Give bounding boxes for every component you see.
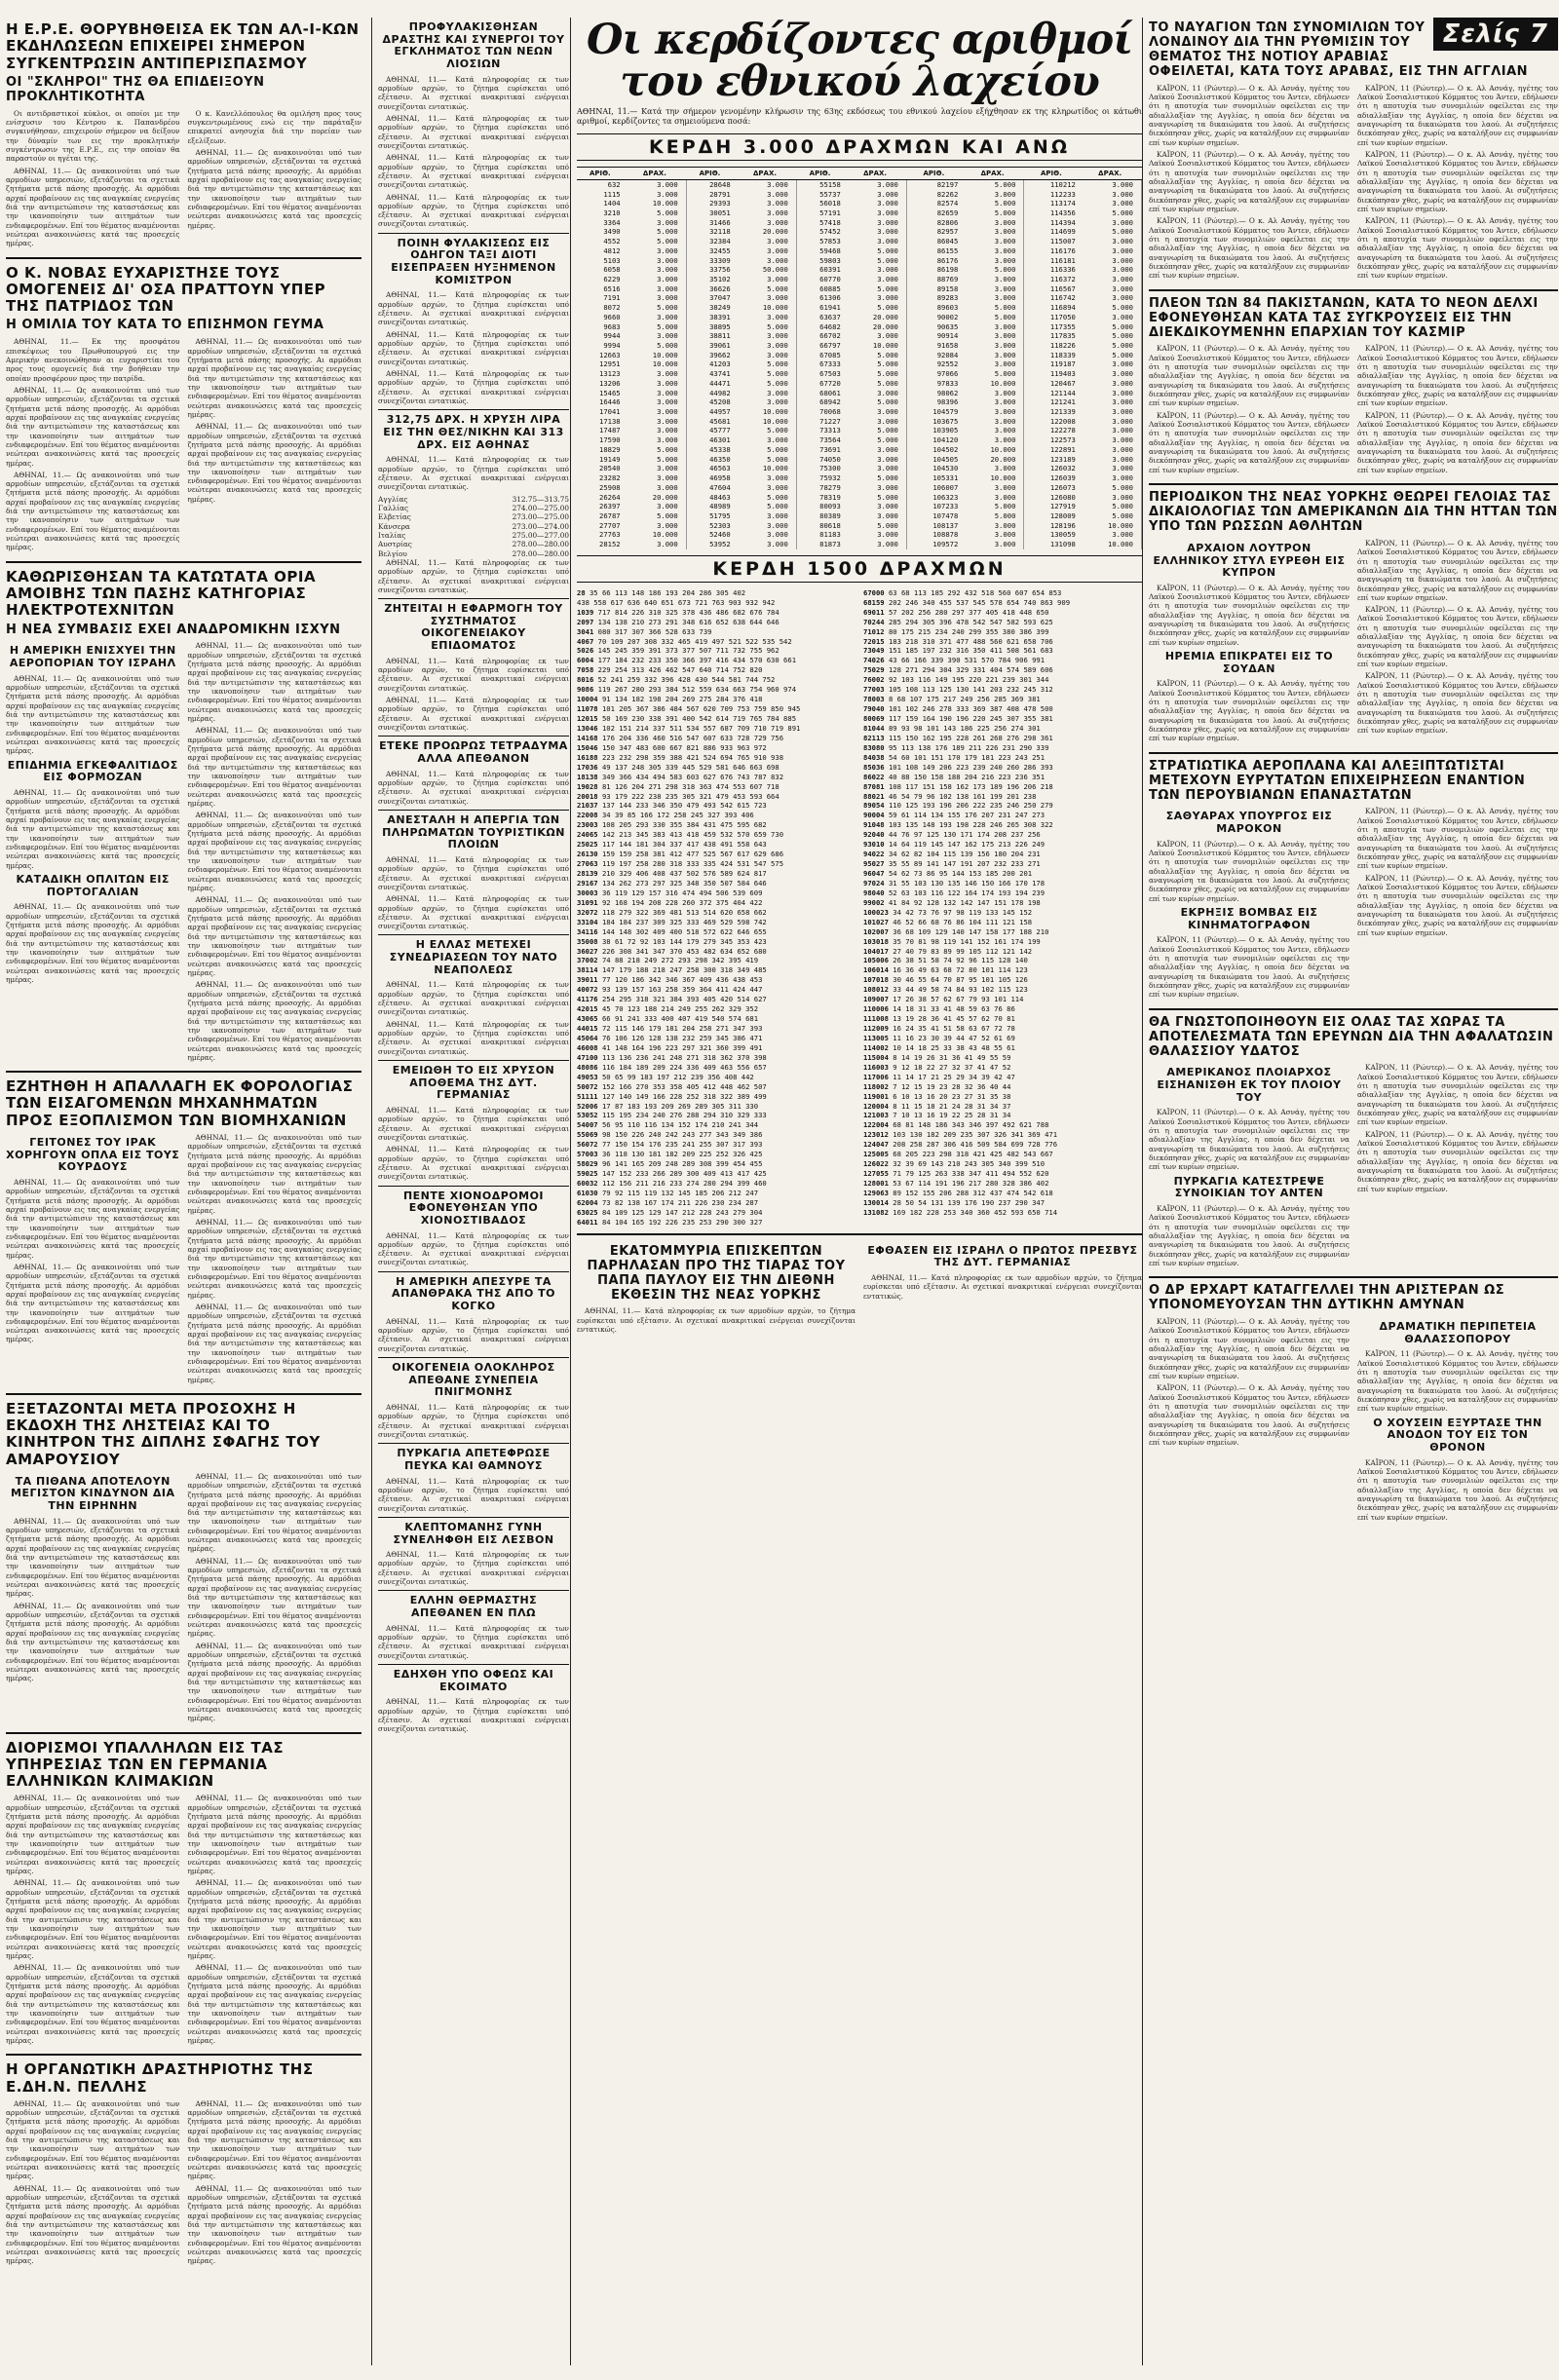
list-item: 119001 6 10 13 16 20 23 27 31 35 38 (863, 1091, 1011, 1101)
list-item: 14168 176 204 336 460 516 547 607 633 728 729 756 (577, 733, 784, 742)
headline-family-suffocation: ΟΙΚΟΓΕΝΕΙΑ ΟΛΟΚΛΗΡΟΣ ΑΠΕΘΑΝΕ ΣΥΝΕΠΕΙΑ ΠΝΙΓΜΟΝΗΣ (392, 1361, 555, 1399)
list-item: 89054 110 125 193 196 206 222 235 246 250 279 (863, 801, 1053, 811)
grid-1500-left (577, 588, 856, 1228)
list-item: 67000 63 68 113 185 292 432 518 560 607 654 853 (863, 587, 1062, 597)
headline-congo: Η ΑΜΕΡΙΚΗ ΑΠΕΣΥΡΕ ΤΑ ΑΠΑΝΘΡΑΚΑ ΤΗΣ ΑΠΟ ΤΟ ΚΟΓΚΟ (391, 1274, 556, 1313)
list-item: 129063 89 152 155 206 288 312 437 474 542 618 (863, 1188, 1053, 1197)
headline-sailor: ΔΡΑΜΑΤΙΚΗ ΠΕΡΙΠΕΤΕΙΑ ΘΑΛΑΣΣΟΠΟΡΟΥ (1379, 1320, 1537, 1345)
article-novas: ΑΘΗΝΑΙ, 11.— Εκ της προσφάτου επισκέψεως του Πρωθυπουργού εις την Αμερικήν ανεκοινώθησαν αι ευχαριστίαι του προς τους ομογενείς διά την βοήθειαν την οποίαν προσφέρουν προς την πατρίδα. ΑΘΗΝΑΙ, 11.— Ως ανακοινούται υπό των αρμοδίων υπηρεσιών, εξετάζονται τα σχετικά ζητήματα μετά πάσης προσοχής. Αι αρμόδιαι αρχαί προβαίνουν εις τας αναγκαίας ενεργείας διά την αντιμετώπισιν της καταστάσεως και την ικανοποίησιν των αιτημάτων των ενδιαφερομένων. Επί του θέματος αναμένονται νεώτεραι ανακοινώσεις κατά τας προσεχείς ημέρας. ΑΘΗΝΑΙ, 11.— Ως ανακοινούται υπό των αρμοδίων υπηρεσιών, εξετάζονται τα σχετικά ζητήματα μετά πάσης προσοχής. Αι αρμόδιαι αρχαί προβαίνουν εις τας αναγκαίας ενεργείας διά την αντιμετώπισιν της καταστάσεως και την ικανοποίησιν των αιτημάτων των ενδιαφερομένων. Επί του θέματος αναμένονται νεώτεραι ανακοινώσεις κατά τας προσεχείς ημέρας. ΑΘΗΝΑΙ, 11.— Ως ανακοινούται υπό των αρμοδίων υπηρεσιών, εξετάζονται τα σχετικά ζητήματα μετά πάσης προσοχής. Αι αρμόδιαι αρχαί προβαίνουν εις τας αναγκαίας ενεργείας διά την αντιμετώπισιν της καταστάσεως και την ικανοποίησιν των αιτημάτων των ενδιαφερομένων. Επί του θέματος αναμένονται νεώτεραι ανακοινώσεις κατά τας προσεχείς ημέρας. ΑΘΗΝΑΙ, 11.— Ως ανακοινούται υπό των αρμοδίων υπηρεσιών, εξετάζονται τα σχετικά ζητήματα μετά πάσης προσοχής. Αι αρμόδιαι αρχαί προβαίνουν εις τας αναγκαίας ενεργείας διά την αντιμετώπισιν της καταστάσεως και την ικανοποίησιν των αιτημάτων των ενδιαφερομένων. Επί του θέματος αναμένονται νεώτεραι ανακοινώσεις κατά τας προσεχείς ημέρας. (6, 337, 361, 552)
headline-gold-sovereign: 312,75 ΔΡΧ. Η ΧΡΥΣΗ ΛΙΡΑ ΕΙΣ ΤΗΝ ΘΕΣ/ΝΙΚΗΝ ΚΑΙ 313 ΔΡΧ. ΕΙΣ ΑΘΗΝΑΣ (383, 413, 564, 451)
list-item: 16188 223 232 298 359 388 421 524 694 765 910 938 (577, 752, 784, 762)
divider (378, 934, 569, 935)
divider (1149, 752, 1558, 754)
list-item: 32072 118 279 322 369 481 513 514 620 658 662 (577, 907, 767, 917)
divider (6, 1071, 361, 1073)
list-item: 62004 73 82 138 167 174 211 226 230 234 287 (577, 1197, 759, 1207)
list-item: 42015 45 70 123 188 214 249 255 262 329 352 (577, 1004, 759, 1014)
divider (378, 409, 569, 410)
list-item: 105006 26 38 51 58 74 92 96 115 128 140 (863, 956, 1028, 965)
table-row: 17590 3.000 46301 3.000 73564 5.000 104120 3.000 122573 3.000 (577, 435, 1142, 445)
list-item: 29167 134 262 273 297 325 348 350 507 584 646 (577, 878, 767, 888)
divider (6, 561, 361, 563)
divider (378, 1271, 569, 1272)
list-item: 56072 77 150 154 176 235 241 255 307 317 393 (577, 1140, 763, 1150)
article-desalination: ΑΜΕΡΙΚΑΝΟΣ ΠΛΟΙΑΡΧΟΣ ΕΙΣΗΑΝΙΣΘΗ ΕΚ ΤΟΥ ΠΛΟΙΟΥ ΤΟΥ ΚΑΪΡΟΝ, 11 (Ρώυτερ).— Ο κ. Αλ Ασνάγ, ηγέτης του Λαϊκού Σοσιαλιστικού Κόμματος του Άντεν, εδήλωσεν ότι η αποτυχία των συνομιλιών οφείλεται εις την αδιαλλαξίαν της Αγγλίας, η οποία δεν δέχεται να αναγνωρίση τα δικαιώματα του λαού. Αι συζητήσεις διεκόπησαν χθες, χωρίς να καταλήξουν εις συμφωνίαν επί των κυρίων σημείων. ΠΥΡΚΑΓΙΑ ΚΑΤΕΣΤΡΕΨΕ ΣΥΝΟΙΚΙΑΝ ΤΟΥ ΑΝΤΕΝ ΚΑΪΡΟΝ, 11 (Ρώυτερ).— Ο κ. Αλ Ασνάγ, ηγέτης του Λαϊκού Σοσιαλιστικού Κόμματος του Άντεν, εδήλωσεν ότι η αποτυχία των συνομιλιών οφείλεται εις την αδιαλλαξίαν της Αγγλίας, η οποία δεν δέχεται να αναγνωρίση τα δικαιώματα του λαού. Αι συζητήσεις διεκόπησαν χθες, χωρίς να καταλήξουν εις συμφωνίαν επί των κυρίων σημείων. ΚΑΪΡΟΝ, 11 (Ρώυτερ).— Ο κ. Αλ Ασνάγ, ηγέτης του Λαϊκού Σοσιαλιστικού Κόμματος του Άντεν, εδήλωσεν ότι η αποτυχία των συνομιλιών οφείλεται εις την αδιαλλαξίαν της Αγγλίας, η οποία δεν δέχεται να αναγνωρίση τα δικαιώματα του λαού. Αι συζητήσεις διεκόπησαν χθες, χωρίς να καταλήξουν εις συμφωνίαν επί των κυρίων σημείων. ΚΑΪΡΟΝ, 11 (Ρώυτερ).— Ο κ. Αλ Ασνάγ, ηγέτης του Λαϊκού Σοσιαλιστικού Κόμματος του Άντεν, εδήλωσεν ότι η αποτυχία των συνομιλιών οφείλεται εις την αδιαλλαξίαν της Αγγλίας, η οποία δεν δέχεται να αναγνωρίση τα δικαιώματα του λαού. Αι συζητήσεις διεκόπησαν χθες, χωρίς να καταλήξουν εις συμφωνίαν επί των κυρίων σημείων. (1149, 1063, 1558, 1267)
list-item: 87081 108 117 151 158 162 173 189 196 206 218 (863, 781, 1053, 791)
headline-family-allowance: ΖΗΤΕΙΤΑΙ Η ΕΦΑΡΜΟΓΗ ΤΟΥ ΣΥΣΤΗΜΑΤΟΣ ΟΙΚΟΓΕΝΕΙΑΚΟΥ ΕΠΙΔΟΜΑΤΟΣ (384, 602, 563, 653)
headline-germany-appointments: ΔΙΟΡΙΣΜΟΙ ΥΠΑΛΛΗΛΩΝ ΕΙΣ ΤΑΣ ΥΠΗΡΕΣΙΑΣ ΤΩΝ ΕΝ ΓΕΡΜΑΝΙΑ ΕΛΛΗΝΙΚΩΝ ΚΛΙΜΑΚΙΩΝ (6, 1738, 285, 1791)
list-item: 78003 8 68 107 175 217 249 256 285 369 381 (863, 695, 1041, 704)
headline-nato-naples: Η ΕΛΛΑΣ ΜΕΤΕΧΕΙ ΣΥΝΕΔΡΙΑΣΕΩΝ ΤΟΥ ΝΑΤΟ ΝΕΑΠΟΛΕΩΣ (389, 938, 558, 976)
list-item: 31091 92 168 194 208 228 260 372 375 404 422 (577, 897, 763, 907)
left-column (6, 18, 361, 2365)
list-item: 120004 8 11 15 18 21 24 28 31 34 37 (863, 1101, 1011, 1111)
list-item: 11078 101 205 367 386 484 567 620 709 753 759 850 945 (577, 704, 801, 714)
table-row: 26397 3.000 48989 5.000 80093 3.000 107233 5.000 127919 5.000 (577, 502, 1142, 511)
list-item: 77003 105 108 113 125 130 141 203 232 245 312 (863, 685, 1053, 695)
table-row: 13123 3.000 43741 5.000 67503 5.000 97066 5.000 119403 3.000 (577, 369, 1142, 379)
divider (1149, 483, 1558, 485)
list-item: 61030 79 92 115 119 132 145 185 206 212 247 (577, 1188, 759, 1197)
headline-stoker: ΕΛΛΗΝ ΘΕΡΜΑΣΤΗΣ ΑΠΕΘΑΝΕΝ ΕΝ ΠΛΩ (409, 1594, 538, 1620)
list-item: 59025 147 152 233 266 289 300 409 413 417 425 (577, 1169, 767, 1179)
list-item: 30003 36 119 129 157 316 474 494 506 539 609 (577, 888, 763, 897)
table-row: 7191 3.000 37047 3.000 61306 3.000 89283 3.000 116742 3.000 (577, 293, 1142, 303)
list-item: 39011 77 120 186 342 346 367 409 436 438 453 (577, 975, 763, 985)
table-row: 17138 3.000 45681 10.000 71227 3.000 103675 3.000 122008 3.000 (577, 417, 1142, 427)
table-row: 26787 5.000 51795 3.000 80389 3.000 107478 5.000 128009 5.000 (577, 511, 1142, 521)
headline-sudan: ΗΡΕΜΙΑ ΕΠΙΚΡΑΤΕΙ ΕΙΣ ΤΟ ΣΟΥΔΑΝ (1164, 650, 1334, 675)
gold-price-row: Ελβετίας 273.00—275.00 (378, 512, 569, 522)
list-item: 85036 101 108 149 206 223 239 240 260 286 393 (863, 762, 1053, 772)
divider (6, 1732, 361, 1734)
headline-skiers: ΠΕΝΤΕ ΧΙΟΝΟΔΡΟΜΟΙ ΕΦΟΝΕΥΘΗΣΑΝ ΥΠΟ ΧΙΟΝΟΣΤΙΒΑΔΟΣ (402, 1189, 545, 1227)
article-ere: Οι αντιδραστικοί κύκλοι, οι οποίοι με την ενίσχυσιν του Κέντρου κ. Παπανδρέου συγκινήθησαν, επιχειρούν σήμερον να δείξουν την δύναμίν των εις την προκλητικήν συγκέντρωσιν της Ε.Ρ.Ε., εις την οποίαν θα παραστούν οι ηγέται της. ΑΘΗΝΑΙ, 11.— Ως ανακοινούται υπό των αρμοδίων υπηρεσιών, εξετάζονται τα σχετικά ζητήματα μετά πάσης προσοχής. Αι αρμόδιαι αρχαί προβαίνουν εις τας αναγκαίας ενεργείας διά την αντιμετώπισιν της καταστάσεως και την ικανοποίησιν των αιτημάτων των ενδιαφερομένων. Επί του θέματος αναμένονται νεώτεραι ανακοινώσεις κατά τας προσεχείς ημέρας. Ο κ. Κανελλόπουλος θα ομιλήση προς τους συγκεντρωμένους ενώ εις την παράταξιν επικρατεί ανησυχία διά την πορείαν των εξελίξεων. ΑΘΗΝΑΙ, 11.— Ως ανακοινούται υπό των αρμοδίων υπηρεσιών, εξετάζονται τα σχετικά ζητήματα μετά πάσης προσοχής. Αι αρμόδιαι αρχαί προβαίνουν εις τας αναγκαίας ενεργείας διά την αντιμετώπισιν της καταστάσεως και την ικανοποίησιν των αιτημάτων των ενδιαφερομένων. Επί του θέματος αναμένονται νεώτεραι ανακοινώσεις κατά τας προσεχείς ημέρας. (6, 108, 361, 248)
divider (378, 233, 569, 234)
divider (6, 1393, 361, 1395)
table-row: 4812 3.000 32455 3.000 59468 5.000 86155 3.000 116176 3.000 (577, 246, 1142, 256)
headline-tax-exemption: ΕΖΗΤΗΘΗ Η ΑΠΑΛΛΑΓΗ ΕΚ ΦΟΡΟΛΟΓΙΑΣ ΤΩΝ ΕΙΣΑΓΟΜΕΝΩΝ ΜΗΧΑΝΗΜΑΤΩΝ ΠΡΟΣ ΕΞΟΠΛΙΣΜΟΝ ΤΩΝ ΒΙΟΜΗΧΑΝΙΩΝ (6, 1077, 354, 1129)
article-edin: ΑΘΗΝΑΙ, 11.— Ως ανακοινούται υπό των αρμοδίων υπηρεσιών, εξετάζονται τα σχετικά ζητήματα μετά πάσης προσοχής. Αι αρμόδιαι αρχαί προβαίνουν εις τας αναγκαίας ενεργείας διά την αντιμετώπισιν της καταστάσεως και την ικανοποίησιν των αιτημάτων των ενδιαφερομένων. Επί του θέματος αναμένονται νεώτεραι ανακοινώσεις κατά τας προσεχείς ημέρας. ΑΘΗΝΑΙ, 11.— Ως ανακοινούται υπό των αρμοδίων υπηρεσιών, εξετάζονται τα σχετικά ζητήματα μετά πάσης προσοχής. Αι αρμόδιαι αρχαί προβαίνουν εις τας αναγκαίας ενεργείας διά την αντιμετώπισιν της καταστάσεως και την ικανοποίησιν των αιτημάτων των ενδιαφερομένων. Επί του θέματος αναμένονται νεώτεραι ανακοινώσεις κατά τας προσεχείς ημέρας. ΑΘΗΝΑΙ, 11.— Ως ανακοινούται υπό των αρμοδίων υπηρεσιών, εξετάζονται τα σχετικά ζητήματα μετά πάσης προσοχής. Αι αρμόδιαι αρχαί προβαίνουν εις τας αναγκαίας ενεργείας διά την αντιμετώπισιν της καταστάσεως και την ικανοποίησιν των αιτημάτων των ενδιαφερομένων. Επί του θέματος αναμένονται νεώτεραι ανακοινώσεις κατά τας προσεχείς ημέρας. ΑΘΗΝΑΙ, 11.— Ως ανακοινούται υπό των αρμοδίων υπηρεσιών, εξετάζονται τα σχετικά ζητήματα μετά πάσης προσοχής. Αι αρμόδιαι αρχαί προβαίνουν εις τας αναγκαίας ενεργείας διά την αντιμετώπισιν της καταστάσεως και την ικανοποίησιν των αιτημάτων των ενδιαφερομένων. Επί του θέματος αναμένονται νεώτεραι ανακοινώσεις κατά τας προσεχείς ημέρας. (6, 2098, 361, 2266)
column-header-amount: ΔΡΑΧ. (1079, 167, 1142, 179)
headline-peru: ΣΤΡΑΤΙΩΤΙΚΑ ΑΕΡΟΠΛΑΝΑ ΚΑΙ ΑΛΕΞΙΠΤΩΤΙΣΤΑΙ ΜΕΤΕΧΟΥΝ ΕΥΡΥΤΑΤΩΝ ΕΠΙΧΕΙΡΗΣΕΩΝ ΕΝΑΝΤΙΟΝ ΤΩΝ ΠΕΡΟΥΒΙΑΝΩΝ ΕΠΑΝΑΣΤΑΤΩΝ (1149, 758, 1526, 803)
headline-london-talks: ΤΟ ΝΑΥΑΓΙΟΝ ΤΩΝ ΣΥΝΟΜΙΛΙΩΝ ΤΟΥ ΛΟΝΔΙΝΟΥ ΔΙΑ ΤΗΝ ΡΥΘΜΙΣΙΝ ΤΟΥ ΘΕΜΑΤΟΣ ΤΗΣ ΝΟΤΙΟΥ ΑΡΑΒΙΑΣ ΟΦΕΙΛΕΤΑΙ, ΚΑΤΑ ΤΟΥΣ ΑΡΑΒΑΣ, ΕΙΣ ΤΗΝ ΑΓΓΛΙΑΝ (1149, 20, 1529, 79)
list-item: 49053 50 65 99 183 197 212 239 356 408 442 (577, 1072, 754, 1081)
headline-marousi: ΕΞΕΤΑΖΟΝΤΑΙ ΜΕΤΑ ΠΡΟΣΟΧΗΣ Η ΕΚΔΟΧΗ ΤΗΣ ΛΗΣΤΕΙΑΣ ΚΑΙ ΤΟ ΚΙΝΗΤΡΟΝ ΤΗΣ ΔΙΠΛΗΣ ΣΦΑΓΗΣ ΤΟΥ ΑΜΑΡΟΥΣΙΟΥ (6, 1399, 321, 1468)
lottery-table-3000 (577, 167, 1142, 549)
list-item: 60032 112 156 211 216 233 274 280 294 399 460 (577, 1179, 767, 1188)
column-header-amount: ΔΡΑΧ. (844, 167, 907, 179)
list-item: 53052 115 195 234 240 276 288 294 310 329 333 (577, 1111, 767, 1120)
list-item: 74026 43 66 166 339 390 531 570 784 906 991 (863, 656, 1046, 665)
table-row: 26264 20.000 48463 5.000 78319 5.000 106323 3.000 126080 3.000 (577, 493, 1142, 503)
headline-cinema-bomb: ΕΚΡΗΞΙΣ ΒΟΜΒΑΣ ΕΙΣ ΚΙΝΗΜΑΤΟΓΡΑΦΟΝ (1180, 906, 1318, 931)
list-item: 44015 72 115 146 179 181 204 258 271 347 393 (577, 1024, 763, 1033)
headline-edin-pella: Η ΟΡΓΑΝΩΤΙΚΗ ΔΡΑΣΤΗΡΙΟΤΗΣ ΤΗΣ Ε.ΔΗ.Ν. ΠΕΛΛΗΣ (6, 2060, 314, 2096)
gold-price-row: Κάνσερα 273.00—274.00 (378, 521, 569, 531)
subheadline-electricians: Η ΝΕΑ ΣΥΜΒΑΣΙΣ ΕΧΕΙ ΑΝΑΔΡΟΜΙΚΗΝ ΙΣΧΥΝ (6, 622, 341, 637)
list-item: 28 35 66 113 148 186 193 204 286 305 402 (577, 587, 746, 597)
list-item: 26130 159 159 258 381 412 477 525 567 617 629 686 (577, 850, 784, 859)
list-item: 118002 7 12 15 19 23 28 32 36 40 44 (863, 1081, 1011, 1091)
table-row: 1115 3.000 28791 3.000 55737 3.000 82262 3.000 112233 3.000 (577, 190, 1142, 200)
table-row: 9994 5.000 39061 3.000 66797 10.000 91658 3.000 118226 5.000 (577, 341, 1142, 351)
table-row: 632 3.000 28648 3.000 55158 3.000 82197 5.000 110212 3.000 (577, 179, 1142, 189)
list-item: 27063 119 197 258 280 318 333 335 424 531 547 575 (577, 859, 784, 869)
list-item: 107018 30 46 55 64 70 87 95 101 105 126 (863, 975, 1028, 985)
divider (1149, 1008, 1558, 1010)
list-item: 51111 127 140 149 166 228 252 318 322 389 499 (577, 1091, 767, 1101)
headline-ere-rally: Η Ε.Ρ.Ε. ΘΟΡΥΒΗΘΕΙΣΑ ΕΚ ΤΩΝ ΑΛ-Ι-ΚΩΝ ΕΚΔΗΛΩΣΕΩΝ ΕΠΙΧΕΙΡΕΙ ΣΗΜΕΡΟΝ ΣΥΓΚΕΝΤΡΩΣΙΝ ΑΝΤΙΠΕΡΙΣΠΑΣΜΟΥ (6, 20, 360, 72)
list-item: 57003 36 118 130 181 182 209 225 252 326 425 (577, 1150, 763, 1159)
headline-electricians: ΚΑΘΩΡΙΣΘΗΣΑΝ ΤΑ ΚΑΤΩΤΑΤΑ ΟΡΙΑ ΑΜΟΙΒΗΣ ΤΩΝ ΠΑΣΗΣ ΚΑΤΗΓΟΡΙΑΣ ΗΛΕΚΤΡΟΤΕΧΝΙΤΩΝ (6, 567, 317, 620)
lottery-lede: ΑΘΗΝΑΙ, 11.— Κατά την σήμερον γενομένην κλήρωσιν της 63ης εκδόσεως του εθνικού λαχείου εξήχθησαν εκ της κληρωτίδος οι κάτωθι αριθμοί, κερδίζοντες τα σημειούμενα ποσά: (577, 107, 1142, 127)
list-item: 94022 34 62 82 104 115 139 156 180 204 231 (863, 850, 1041, 859)
gold-price-row: Βελγίου 278.00—280.00 (378, 548, 569, 558)
divider (378, 1186, 569, 1187)
table-row: 28152 3.000 53952 3.000 81873 3.000 109572 3.000 131098 10.000 (577, 540, 1142, 549)
headline-hussein: Ο ΧΟΥΣΕΙΝ ΕΞΥΡΤΑΣΕ ΤΗΝ ΑΝΟΔΟΝ ΤΟΥ ΕΙΣ ΤΟΝ ΘΡΟΝΟΝ (1373, 1416, 1542, 1454)
list-item: 106014 16 36 49 63 68 72 80 101 114 123 (863, 965, 1028, 975)
table-row: 9683 5.000 38895 5.000 64682 20.000 90635 3.000 117355 5.000 (577, 322, 1142, 332)
divider (378, 1443, 569, 1444)
list-item: 102007 36 68 109 129 140 147 158 177 188 210 (863, 926, 1049, 936)
table-row: 27707 3.000 52303 3.000 80618 5.000 108137 3.000 128196 10.000 (577, 521, 1142, 531)
list-item: 3041 080 317 307 366 528 633 739 (577, 626, 712, 636)
list-item: 70244 285 294 305 396 478 542 547 582 593 625 (863, 617, 1053, 626)
table-row: 9944 3.000 38811 3.000 66702 3.000 90914 3.000 117835 5.000 (577, 331, 1142, 341)
headline-strike: ΑΝΕΣΤΑΛΗ Η ΑΠΕΡΓΙΑ ΤΩΝ ΠΛΗΡΩΜΑΤΩΝ ΤΟΥΡΙΣΤΙΚΩΝ ΠΛΟΙΩΝ (382, 812, 565, 851)
headline-snake: ΕΔΗΧΘΗ ΥΠΟ ΟΦΕΩΣ ΚΑΙ ΕΚΟΙΜΑΤΟ (393, 1668, 554, 1693)
right-column: Σελίς 7 ΤΟ ΝΑΥΑΓΙΟΝ ΤΩΝ ΣΥΝΟΜΙΛΙΩΝ ΤΟΥ ΛΟΝΔΙΝΟΥ ΔΙΑ ΤΗΝ ΡΥΘΜΙΣΙΝ ΤΟΥ ΘΕΜΑΤΟΣ ΤΗΣ ΝΟΤΙΟΥ ΑΡΑΒΙΑΣ ΟΦΕΙΛΕΤΑΙ, ΚΑΤΑ ΤΟΥΣ ΑΡΑΒΑΣ, ΕΙΣ ΤΗΝ ΑΓΓΛΙΑΝ ΚΑΪΡΟΝ, 11 (Ρώυτερ).— Ο κ. Αλ Ασνάγ, ηγέτης του Λαϊκού Σοσιαλιστικού Κόμματος του Άντεν, εδήλωσεν ότι η αποτυχία των συνομιλιών οφείλεται εις την αδιαλλαξίαν της Αγγλίας, η οποία δεν δέχεται να αναγνωρίση τα δικαιώματα του λαού. Αι συζητήσεις διεκόπησαν χθες, χωρίς να καταλήξουν εις συμφωνίαν επί των κυρίων σημείων. ΚΑΪΡΟΝ, 11 (Ρώυτερ).— Ο κ. Αλ Ασνάγ, ηγέτης του Λαϊκού Σοσιαλιστικού Κόμματος του Άντεν, εδήλωσεν ότι η αποτυχία των συνομιλιών οφείλεται εις την αδιαλλαξίαν της Αγγλίας, η οποία δεν δέχεται να αναγνωρίση τα δικαιώματα του λαού. Αι συζητήσεις διεκόπησαν χθες, χωρίς να καταλήξουν εις συμφωνίαν επί των κυρίων σημείων. ΚΑΪΡΟΝ, 11 (Ρώυτερ).— Ο κ. Αλ Ασνάγ, ηγέτης του Λαϊκού Σοσιαλιστικού Κόμματος του Άντεν, εδήλωσεν ότι η αποτυχία των συνομιλιών οφείλεται εις την αδιαλλαξίαν της Αγγλίας, η οποία δεν δέχεται να αναγνωρίση τα δικαιώματα του λαού. Αι συζητήσεις διεκόπησαν χθες, χωρίς να καταλήξουν εις συμφωνίαν επί των κυρίων σημείων. ΚΑΪΡΟΝ, 11 (Ρώυτερ).— Ο κ. Αλ Ασνάγ, ηγέτης του Λαϊκού Σοσιαλιστικού Κόμματος του Άντεν, εδήλωσεν ότι η αποτυχία των συνομιλιών οφείλεται εις την αδιαλλαξίαν της Αγγλίας, η οποία δεν δέχεται να αναγνωρίση τα δικαιώματα του λαού. Αι συζητήσεις διεκόπησαν χθες, χωρίς να καταλήξουν εις συμφωνίαν επί των κυρίων σημείων. ΚΑΪΡΟΝ, 11 (Ρώυτερ).— Ο κ. Αλ Ασνάγ, ηγέτης του Λαϊκού Σοσιαλιστικού Κόμματος του Άντεν, εδήλωσεν ότι η αποτυχία των συνομιλιών οφείλεται εις την αδιαλλαξίαν της Αγγλίας, η οποία δεν δέχεται να αναγνωρίση τα δικαιώματα του λαού. Αι συζητήσεις διεκόπησαν χθες, χωρίς να καταλήξουν εις συμφωνίαν επί των κυρίων σημείων. ΚΑΪΡΟΝ, 11 (Ρώυτερ).— Ο κ. Αλ Ασνάγ, ηγέτης του Λαϊκού Σοσιαλιστικού Κόμματος του Άντεν, εδήλωσεν ότι η αποτυχία των συνομιλιών οφείλεται εις την αδιαλλαξίαν της Αγγλίας, η οποία δεν δέχεται να αναγνωρίση τα δικαιώματα του λαού. Αι συζητήσεις διεκόπησαν χθες, χωρίς να καταλήξουν εις συμφωνίαν επί των κυρίων σημείων. ΠΛΕΟΝ ΤΩΝ 84 ΠΑΚΙΣΤΑΝΩΝ, ΚΑΤΑ ΤΟ ΝΕΟΝ ΔΕΛΧΙ ΕΦΟΝΕΥΘΗΣΑΝ ΚΑΤΑ ΤΑΣ ΣΥΓΚΡΟΥΣΕΙΣ ΕΙΣ ΤΗΝ ΔΙΕΚΔΙΚΟΥΜΕΝΗΝ ΕΠΑΡΧΙΑΝ ΤΟΥ ΚΑΣΜΙΡ ΚΑΪΡΟΝ, 11 (Ρώυτερ).— Ο κ. Αλ Ασνάγ, ηγέτης του Λαϊκού Σοσιαλιστικού Κόμματος του Άντεν, εδήλωσεν ότι η αποτυχία των συνομιλιών οφείλεται εις την αδιαλλαξίαν της Αγγλίας, η οποία δεν δέχεται να αναγνωρίση τα δικαιώματα του λαού. Αι συζητήσεις διεκόπησαν χθες, χωρίς να καταλήξουν εις συμφωνίαν επί των κυρίων σημείων. ΚΑΪΡΟΝ, 11 (Ρώυτερ).— Ο κ. Αλ Ασνάγ, ηγέτης του Λαϊκού Σοσιαλιστικού Κόμματος του Άντεν, εδήλωσεν ότι η αποτυχία των συνομιλιών οφείλεται εις την αδιαλλαξίαν της Αγγλίας, η οποία δεν δέχεται να αναγνωρίση τα δικαιώματα του λαού. Αι συζητήσεις διεκόπησαν χθες, χωρίς να καταλήξουν εις συμφωνίαν επί των κυρίων σημείων. ΚΑΪΡΟΝ, 11 (Ρώυτερ).— Ο κ. Αλ Ασνάγ, ηγέτης του Λαϊκού Σοσιαλιστικού Κόμματος του Άντεν, εδήλωσεν ότι η αποτυχία των συνομιλιών οφείλεται εις την αδιαλλαξίαν της Αγγλίας, η οποία δεν δέχεται να αναγνωρίση τα δικαιώματα του λαού. Αι συζητήσεις διεκόπησαν χθες, χωρίς να καταλήξουν εις συμφωνίαν επί των κυρίων σημείων. ΚΑΪΡΟΝ, 11 (Ρώυτερ).— Ο κ. Αλ Ασνάγ, ηγέτης του Λαϊκού Σοσιαλιστικού Κόμματος του Άντεν, εδήλωσεν ότι η αποτυχία των συνομιλιών οφείλεται εις την αδιαλλαξίαν της Αγγλίας, η οποία δεν δέχεται να αναγνωρίση τα δικαιώματα του λαού. Αι συζητήσεις διεκόπησαν χθες, χωρίς να καταλήξουν εις συμφωνίαν επί των κυρίων σημείων. ΠΕΡΙΟΔΙΚΟΝ ΤΗΣ ΝΕΑΣ ΥΟΡΚΗΣ ΘΕΩΡΕΙ ΓΕΛΟΙΑΣ ΤΑΣ ΔΙΚΑΙΟΛΟΓΙΑΣ ΤΩΝ ΑΜΕΡΙΚΑΝΩΝ ΔΙΑ ΤΗΝ ΗΤΤΑΝ ΤΩΝ ΥΠΟ ΤΩΝ ΡΩΣΣΩΝ ΑΘΛΗΤΩΝ ΑΡΧΑΙΟΝ ΛΟΥΤΡΟΝ ΕΛΛΗΝΙΚΟΥ ΣΤΥΛ ΕΥΡΕΘΗ ΕΙΣ ΚΥΠΡΟΝ ΚΑΪΡΟΝ, 11 (Ρώυτερ).— Ο κ. Αλ Ασνάγ, ηγέτης του Λαϊκού Σοσιαλιστικού Κόμματος του Άντεν, εδήλωσεν ότι η αποτυχία των συνομιλιών οφείλεται εις την αδιαλλαξίαν της Αγγλίας, η οποία δεν δέχεται να αναγνωρίση τα δικαιώματα του λαού. Αι συζητήσεις διεκόπησαν χθες, χωρίς να καταλήξουν εις συμφωνίαν επί των κυρίων σημείων. ΗΡΕΜΙΑ ΕΠΙΚΡΑΤΕΙ ΕΙΣ ΤΟ ΣΟΥΔΑΝ ΚΑΪΡΟΝ, 11 (Ρώυτερ).— Ο κ. Αλ Ασνάγ, ηγέτης του Λαϊκού Σοσιαλιστικού Κόμματος του Άντεν, εδήλωσεν ότι η αποτυχία των συνομιλιών οφείλεται εις την αδιαλλαξίαν της Αγγλίας, η οποία δεν δέχεται να αναγνωρίση τα δικαιώματα του λαού. Αι συζητήσεις διεκόπησαν χθες, χωρίς να καταλήξουν εις συμφωνίαν επί των κυρίων σημείων. ΚΑΪΡΟΝ, 11 (Ρώυτερ).— Ο κ. Αλ Ασνάγ, ηγέτης του Λαϊκού Σοσιαλιστικού Κόμματος του Άντεν, εδήλωσεν ότι η αποτυχία των συνομιλιών οφείλεται εις την αδιαλλαξίαν της Αγγλίας, η οποία δεν δέχεται να αναγνωρίση τα δικαιώματα του λαού. Αι συζητήσεις διεκόπησαν χθες, χωρίς να καταλήξουν εις συμφωνίαν επί των κυρίων σημείων. ΚΑΪΡΟΝ, 11 (Ρώυτερ).— Ο κ. Αλ Ασνάγ, ηγέτης του Λαϊκού Σοσιαλιστικού Κόμματος του Άντεν, εδήλωσεν ότι η αποτυχία των συνομιλιών οφείλεται εις την αδιαλλαξίαν της Αγγλίας, η οποία δεν δέχεται να αναγνωρίση τα δικαιώματα του λαού. Αι συζητήσεις διεκόπησαν χθες, χωρίς να καταλήξουν εις συμφωνίαν επί των κυρίων σημείων. ΚΑΪΡΟΝ, 11 (Ρώυτερ).— Ο κ. Αλ Ασνάγ, ηγέτης του Λαϊκού Σοσιαλιστικού Κόμματος του Άντεν, εδήλωσεν ότι η αποτυχία των συνομιλιών οφείλεται εις την αδιαλλαξίαν της Αγγλίας, η οποία δεν δέχεται να αναγνωρίση τα δικαιώματα του λαού. Αι συζητήσεις διεκόπησαν χθες, χωρίς να καταλήξουν εις συμφωνίαν επί των κυρίων σημείων. ΣΤΡΑΤΙΩΤΙΚΑ ΑΕΡΟΠΛΑΝΑ ΚΑΙ ΑΛΕΞΙΠΤΩΤΙΣΤΑΙ ΜΕΤΕΧΟΥΝ ΕΥΡΥΤΑΤΩΝ ΕΠΙΧΕΙΡΗΣΕΩΝ ΕΝΑΝΤΙΟΝ ΤΩΝ ΠΕΡΟΥΒΙΑΝΩΝ ΕΠΑΝΑΣΤΑΤΩΝ ΣΑΘΥΑΡΑΧ ΥΠΟΥΡΓΟΣ ΕΙΣ ΜΑΡΟΚΟΝ ΚΑΪΡΟΝ, 11 (Ρώυτερ).— Ο κ. Αλ Ασνάγ, ηγέτης του Λαϊκού Σοσιαλιστικού Κόμματος του Άντεν, εδήλωσεν ότι η αποτυχία των συνομιλιών οφείλεται εις την αδιαλλαξίαν της Αγγλίας, η οποία δεν δέχεται να αναγνωρίση τα δικαιώματα του λαού. Αι συζητήσεις διεκόπησαν χθες, χωρίς να καταλήξουν εις συμφωνίαν επί των κυρίων σημείων. ΕΚΡΗΞΙΣ ΒΟΜΒΑΣ ΕΙΣ ΚΙΝΗΜΑΤΟΓΡΑΦΟΝ ΚΑΪΡΟΝ, 11 (Ρώυτερ).— Ο κ. Αλ Ασνάγ, ηγέτης του Λαϊκού Σοσιαλιστικού Κόμματος του Άντεν, εδήλωσεν ότι η αποτυχία των συνομιλιών οφείλεται εις την αδιαλλαξίαν της Αγγλίας, η οποία δεν δέχεται να αναγνωρίση τα δικαιώματα του λαού. Αι συζητήσεις διεκόπησαν χθες, χωρίς να καταλήξουν εις συμφωνίαν επί των κυρίων σημείων. ΚΑΪΡΟΝ, 11 (Ρώυτερ).— Ο κ. Αλ Ασνάγ, ηγέτης του Λαϊκού Σοσιαλιστικού Κόμματος του Άντεν, εδήλωσεν ότι η αποτυχία των συνομιλιών οφείλεται εις την αδιαλλαξίαν της Αγγλίας, η οποία δεν δέχεται να αναγνωρίση τα δικαιώματα του λαού. Αι συζητήσεις διεκόπησαν χθες, χωρίς να καταλήξουν εις συμφωνίαν επί των κυρίων σημείων. ΚΑΪΡΟΝ, 11 (Ρώυτερ).— Ο κ. Αλ Ασνάγ, ηγέτης του Λαϊκού Σοσιαλιστικού Κόμματος του Άντεν, εδήλωσεν ότι η αποτυχία των συνομιλιών οφείλεται εις την αδιαλλαξίαν της Αγγλίας, η οποία δεν δέχεται να αναγνωρίση τα δικαιώματα του λαού. Αι συζητήσεις διεκόπησαν χθες, χωρίς να καταλήξουν εις συμφωνίαν επί των κυρίων σημείων. ΘΑ ΓΝΩΣΤΟΠΟΙΗΘΟΥΝ ΕΙΣ ΟΛΑΣ ΤΑΣ ΧΩΡΑΣ ΤΑ ΑΠΟΤΕΛΕΣΜΑΤΑ ΤΩΝ ΕΡΕΥΝΩΝ ΔΙΑ ΤΗΝ ΑΦΑΛΑΤΩΣΙΝ ΘΑΛΑΣΣΙΟΥ ΥΔΑΤΟΣ ΑΜΕΡΙΚΑΝΟΣ ΠΛΟΙΑΡΧΟΣ ΕΙΣΗΑΝΙΣΘΗ ΕΚ ΤΟΥ ΠΛΟΙΟΥ ΤΟΥ ΚΑΪΡΟΝ, 11 (Ρώυτερ).— Ο κ. Αλ Ασνάγ, ηγέτης του Λαϊκού Σοσιαλιστικού Κόμματος του Άντεν, εδήλωσεν ότι η αποτυχία των συνομιλιών οφείλεται εις την αδιαλλαξίαν της Αγγλίας, η οποία δεν δέχεται να αναγνωρίση τα δικαιώματα του λαού. Αι συζητήσεις διεκόπησαν χθες, χωρίς να καταλήξουν εις συμφωνίαν επί των κυρίων σημείων. ΠΥΡΚΑΓΙΑ ΚΑΤΕΣΤΡΕΨΕ ΣΥΝΟΙΚΙΑΝ ΤΟΥ ΑΝΤΕΝ ΚΑΪΡΟΝ, 11 (Ρώυτερ).— Ο κ. Αλ Ασνάγ, ηγέτης του Λαϊκού Σοσιαλιστικού Κόμματος του Άντεν, εδήλωσεν ότι η αποτυχία των συνομιλιών οφείλεται εις την αδιαλλαξίαν της Αγγλίας, η οποία δεν δέχεται να αναγνωρίση τα δικαιώματα του λαού. Αι συζητήσεις διεκόπησαν χθες, χωρίς να καταλήξουν εις συμφωνίαν επί των κυρίων σημείων. ΚΑΪΡΟΝ, 11 (Ρώυτερ).— Ο κ. Αλ Ασνάγ, ηγέτης του Λαϊκού Σοσιαλιστικού Κόμματος του Άντεν, εδήλωσεν ότι η αποτυχία των συνομιλιών οφείλεται εις την αδιαλλαξίαν της Αγγλίας, η οποία δεν δέχεται να αναγνωρίση τα δικαιώματα του λαού. Αι συζητήσεις διεκόπησαν χθες, χωρίς να καταλήξουν εις συμφωνίαν επί των κυρίων σημείων. ΚΑΪΡΟΝ, 11 (Ρώυτερ).— Ο κ. Αλ Ασνάγ, ηγέτης του Λαϊκού Σοσιαλιστικού Κόμματος του Άντεν, εδήλωσεν ότι η αποτυχία των συνομιλιών οφείλεται εις την αδιαλλαξίαν της Αγγλίας, η οποία δεν δέχεται να αναγνωρίση τα δικαιώματα του λαού. Αι συζητήσεις διεκόπησαν χθες, χωρίς να καταλήξουν εις συμφωνίαν επί των κυρίων σημείων. Ο ΔΡ ΕΡΧΑΡΤ ΚΑΤΑΓΓΕΛΛΕΙ ΤΗΝ ΑΡΙΣΤΕΡΑΝ ΩΣ ΥΠΟΝΟΜΕΥΟΥΣΑΝ ΤΗΝ ΔΥΤΙΚΗΝ ΑΜΥΝΑΝ ΚΑΪΡΟΝ, 11 (Ρώυτερ).— Ο κ. Αλ Ασνάγ, ηγέτης του Λαϊκού Σοσιαλιστικού Κόμματος του Άντεν, εδήλωσεν ότι η αποτυχία των συνομιλιών οφείλεται εις την αδιαλλαξίαν της Αγγλίας, η οποία δεν δέχεται να αναγνωρίση τα δικαιώματα του λαού. Αι συζητήσεις διεκόπησαν χθες, χωρίς να καταλήξουν εις συμφωνίαν επί των κυρίων σημείων. ΚΑΪΡΟΝ, 11 (Ρώυτερ).— Ο κ. Αλ Ασνάγ, ηγέτης του Λαϊκού Σοσιαλιστικού Κόμματος του Άντεν, εδήλωσεν ότι η αποτυχία των συνομιλιών οφείλεται εις την αδιαλλαξίαν της Αγγλίας, η οποία δεν δέχεται να αναγνωρίση τα δικαιώματα του λαού. Αι συζητήσεις διεκόπησαν χθες, χωρίς να καταλήξουν εις συμφωνίαν επί των κυρίων σημείων. ΔΡΑΜΑΤΙΚΗ ΠΕΡΙΠΕΤΕΙΑ ΘΑΛΑΣΣΟΠΟΡΟΥ ΚΑΪΡΟΝ, 11 (Ρώυτερ).— Ο κ. Αλ Ασνάγ, ηγέτης του Λαϊκού Σοσιαλιστικού Κόμματος του Άντεν, εδήλωσεν ότι η αποτυχία των συνομιλιών οφείλεται εις την αδιαλλαξίαν της Αγγλίας, η οποία δεν δέχεται να αναγνωρίση τα δικαιώματα του λαού. Αι συζητήσεις διεκόπησαν χθες, χωρίς να καταλήξουν εις συμφωνίαν επί των κυρίων σημείων. Ο ΧΟΥΣΕΙΝ ΕΞΥΡΤΑΣΕ ΤΗΝ ΑΝΟΔΟΝ ΤΟΥ ΕΙΣ ΤΟΝ ΘΡΟΝΟΝ ΚΑΪΡΟΝ, 11 (Ρώυτερ).— Ο κ. Αλ Ασνάγ, ηγέτης του Λαϊκού Σοσιαλιστικού Κόμματος του Άντεν, εδήλωσεν ότι η αποτυχία των συνομιλιών οφείλεται εις την αδιαλλαξίαν της Αγγλίας, η οποία δεν δέχεται να αναγνωρίση τα δικαιώματα του λαού. Αι συζητήσεις διεκόπησαν χθες, χωρίς να καταλήξουν εις συμφωνίαν επί των κυρίων σημείων. (1142, 18, 1558, 2365)
list-item: 5026 145 245 359 391 373 377 507 711 732 755 962 (577, 646, 780, 656)
list-item: 21037 137 144 233 346 350 479 493 542 615 723 (577, 801, 767, 811)
table-row: 17487 3.000 45777 5.000 73313 5.000 103905 3.000 122278 3.000 (577, 426, 1142, 435)
list-item: 13046 102 151 214 337 511 534 557 687 709 710 719 891 (577, 723, 801, 733)
article-marousi: ΤΑ ΠΙΘΑΝΑ ΑΠΟΤΕΛΟΥΝ ΜΕΓΙΣΤΟΝ ΚΙΝΔΥΝΟΝ ΔΙΑ ΤΗΝ ΕΙΡΗΝΗΝ ΑΘΗΝΑΙ, 11.— Ως ανακοινούται υπό των αρμοδίων υπηρεσιών, εξετάζονται τα σχετικά ζητήματα μετά πάσης προσοχής. Αι αρμόδιαι αρχαί προβαίνουν εις τας αναγκαίας ενεργείας διά την αντιμετώπισιν της καταστάσεως και την ικανοποίησιν των αιτημάτων των ενδιαφερομένων. Επί του θέματος αναμένονται νεώτεραι ανακοινώσεις κατά τας προσεχείς ημέρας. ΑΘΗΝΑΙ, 11.— Ως ανακοινούται υπό των αρμοδίων υπηρεσιών, εξετάζονται τα σχετικά ζητήματα μετά πάσης προσοχής. Αι αρμόδιαι αρχαί προβαίνουν εις τας αναγκαίας ενεργείας διά την αντιμετώπισιν της καταστάσεως και την ικανοποίησιν των αιτημάτων των ενδιαφερομένων. Επί του θέματος αναμένονται νεώτεραι ανακοινώσεις κατά τας προσεχείς ημέρας. ΑΘΗΝΑΙ, 11.— Ως ανακοινούται υπό των αρμοδίων υπηρεσιών, εξετάζονται τα σχετικά ζητήματα μετά πάσης προσοχής. Αι αρμόδιαι αρχαί προβαίνουν εις τας αναγκαίας ενεργείας διά την αντιμετώπισιν της καταστάσεως και την ικανοποίησιν των αιτημάτων των ενδιαφερομένων. Επί του θέματος αναμένονται νεώτεραι ανακοινώσεις κατά τας προσεχείς ημέρας. ΑΘΗΝΑΙ, 11.— Ως ανακοινούται υπό των αρμοδίων υπηρεσιών, εξετάζονται τα σχετικά ζητήματα μετά πάσης προσοχής. Αι αρμόδιαι αρχαί προβαίνουν εις τας αναγκαίας ενεργείας διά την αντιμετώπισιν της καταστάσεως και την ικανοποίησιν των αιτημάτων των ενδιαφερομένων. Επί του θέματος αναμένονται νεώτεραι ανακοινώσεις κατά τας προσεχείς ημέρας. ΑΘΗΝΑΙ, 11.— Ως ανακοινούται υπό των αρμοδίων υπηρεσιών, εξετάζονται τα σχετικά ζητήματα μετά πάσης προσοχής. Αι αρμόδιαι αρχαί προβαίνουν εις τας αναγκαίας ενεργείας διά την αντιμετώπισιν της καταστάσεως και την ικανοποίησιν των αιτημάτων των ενδιαφερομένων. Επί του θέματος αναμένονται νεώτεραι ανακοινώσεις κατά τας προσεχείς ημέρας. (6, 1471, 361, 1723)
divider (378, 736, 569, 737)
list-item: 1039 717 814 226 310 325 378 436 486 682 676 784 (577, 607, 780, 617)
column-header-number: ΑΡΙΘ. (796, 167, 844, 179)
list-item: 54007 56 95 110 116 134 152 174 210 241 344 (577, 1120, 759, 1130)
list-item: 73049 151 185 197 232 316 350 411 508 561 683 (863, 646, 1053, 656)
list-item: 97024 31 55 103 130 135 146 150 166 170 178 (863, 878, 1046, 888)
table-row: 20540 3.000 46563 10.000 75300 3.000 104530 3.000 126032 3.000 (577, 464, 1142, 473)
table-row: 18829 5.000 45338 5.000 73691 3.000 104502 10.000 122891 3.000 (577, 445, 1142, 455)
headline-taxi: ΠΟΙΝΗ ΦΥΛΑΚΙΣΕΩΣ ΕΙΣ ΟΔΗΓΟΝ ΤΑΞΙ ΔΙΟΤΙ ΕΙΣΕΠΡΑΞΕΝ ΗΥΞΗΜΕΝΟΝ ΚΟΜΙΣΤΡΟΝ (391, 236, 556, 286)
table-row: 6229 3.000 35102 3.000 60770 3.000 88769 3.000 116372 3.000 (577, 275, 1142, 284)
headline-captain: ΑΜΕΡΙΚΑΝΟΣ ΠΛΟΙΑΡΧΟΣ ΕΙΣΗΑΝΙΣΘΗ ΕΚ ΤΟΥ ΠΛΟΙΟΥ ΤΟΥ (1157, 1066, 1342, 1104)
list-item: 82113 115 150 162 195 228 261 268 276 298 361 (863, 733, 1053, 742)
list-item: 76002 92 103 116 149 195 220 221 239 301 344 (863, 675, 1049, 685)
list-item: 71012 80 175 215 234 240 299 355 380 386 399 (863, 626, 1049, 636)
list-item: 75029 128 271 294 304 329 331 404 574 589 606 (863, 665, 1053, 675)
list-item: 112009 16 24 35 41 51 58 63 67 72 78 (863, 1024, 1015, 1033)
list-item: 33104 184 184 237 309 325 333 469 529 598 742 (577, 917, 767, 926)
lottery-column: Οι κερδίζοντες αριθμοί του εθνικού λαχείου ΑΘΗΝΑΙ, 11.— Κατά την σήμερον γενομένην κλήρωσιν της 63ης εκδόσεως του εθνικού λαχείου εξήχθησαν εκ της κληρωτίδος οι κάτωθι αριθμοί, κερδίζοντες τα σημειούμενα ποσά: ΚΕΡΔΗ 3.000 ΔΡΑΧΜΩΝ ΚΑΙ ΑΝΩ ΑΡΙΘ. ΔΡΑΧ. ΑΡΙΘ. ΔΡΑΧ. ΑΡΙΘ. ΔΡΑΧ. ΑΡΙΘ. ΔΡΑΧ. ΑΡΙΘ. ΔΡΑΧ. 632 3.000 28648 3.000 55158 3.000 82197 5.000 110212 3.000 1115 3.000 28791 3.000 55737 3.000 82262 3.000 112233 3.000 1404 10.000 29393 3.000 56018 3.000 82574 5.000 113174 3.000 3210 5.000 30051 3.000 57191 3.000 82659 5.000 114356 5.000 3364 3.000 31466 3.000 57418 3.000 82806 3.000 114394 3.000 3490 5.000 32118 20.000 57452 3.000 82957 3.000 114699 5.000 4552 5.000 32384 3.000 57853 3.000 86045 3.000 115007 3.000 4812 3.000 32455 3.000 59468 5.000 86155 3.000 116176 3.000 5103 3.000 33309 3.000 59803 5.000 86176 3.000 116181 3.000 6058 3.000 33756 50.000 60391 3.000 86198 5.000 116336 3.000 6229 3.000 35102 3.000 60770 3.000 88769 3.000 116372 3.000 6516 3.000 36626 5.000 60885 5.000 89158 3.000 116567 3.000 7191 3.000 37047 3.000 61306 3.000 89283 3.000 116742 3.000 8072 5.000 38249 10.000 61941 5.000 89603 5.000 116894 5.000 9660 3.000 38391 3.000 63637 20.000 90002 5.000 117050 3.000 9683 5.000 38895 5.000 64682 20.000 90635 3.000 117355 5.000 9944 3.000 38811 3.000 66702 3.000 90914 3.000 117835 5.000 9994 5.000 39061 3.000 66797 10.000 91658 3.000 118226 5.000 12663 10.000 39662 3.000 67085 5.000 92084 3.000 118339 5.000 12951 10.000 41203 5.000 67333 5.000 92552 3.000 119187 3.000 13123 3.000 43741 5.000 67503 5.000 97066 5.000 119403 3.000 13206 3.000 44471 5.000 67720 5.000 97833 10.000 120467 3.000 15465 3.000 44982 3.000 68061 3.000 98062 3.000 121144 3.000 16446 3.000 45208 3.000 68942 5.000 98396 3.000 121241 3.000 17041 3.000 44957 10.000 70068 3.000 104579 3.000 121339 3.000 17138 3.000 45681 10.000 71227 3.000 103675 3.000 122008 3.000 17487 3.000 45777 5.000 73313 5.000 103905 3.000 122278 3.000 17590 3.000 46301 3.000 73564 5.000 104120 3.000 122573 3.000 18829 5.000 45338 5.000 73691 3.000 104502 10.000 122891 3.000 19149 5.000 46350 5.000 74050 3.000 104505 20.000 123189 3.000 20540 3.000 46563 10.000 75300 3.000 104530 3.000 126032 3.000 23282 3.000 46958 3.000 75932 5.000 105331 10.000 126039 3.000 25908 3.000 47604 3.000 78279 3.000 106007 3.000 126073 5.000 26264 20.000 48463 5.000 78319 5.000 106323 3.000 126080 3.000 26397 3.000 48989 5.000 80093 3.000 107233 5.000 127919 5.000 26787 5.000 51795 3.000 80389 3.000 107478 5.000 128009 5.000 27707 3.000 52303 3.000 80618 5.000 108137 3.000 128196 10.000 27763 10.000 52460 3.000 81183 3.000 108878 3.000 130059 3.000 28152 3.000 53952 3.000 81873 3.000 109572 3.000 131098 10.000 ΚΕΡΔΗ 1500 ΔΡΑΧΜΩΝ 28 35 66 113 148 186 193 204 286 305 402 438 558 617 636 640 651 673 721 763 903 932 942 1039 717 814 226 310 325 378 436 486 682 676 784 2097 134 138 210 273 291 348 616 652 638 644 646 3041 080 317 307 366 528 633 739 4067 70 109 207 308 332 465 419 497 521 522 535 542 5026 145 245 359 391 373 377 507 711 732 755 962 6004 177 184 232 233 350 366 397 416 434 570 630 661 7058 229 254 313 426 462 547 640 714 752 820 8016 52 241 259 332 396 428 430 544 581 744 752 9086 119 267 280 293 384 512 559 634 663 754 960 974 10004 91 134 182 198 204 269 275 284 376 418 11078 101 205 367 386 484 567 620 709 753 759 850 945 12015 50 169 230 338 391 400 542 614 719 765 784 885 13046 102 151 214 337 511 534 557 687 709 710 719 891 14168 176 204 336 460 516 547 607 633 728 729 756 15046 150 347 483 600 667 821 886 933 963 972 16188 223 232 298 359 388 421 524 694 765 910 938 17036 49 137 248 305 339 445 529 581 646 663 698 18138 349 366 434 494 583 603 627 676 743 787 832 19028 81 126 204 271 298 318 363 474 553 607 718 20018 93 179 222 238 235 305 321 479 453 593 664 21037 137 144 233 346 350 479 493 542 615 723 22008 34 39 85 166 172 258 245 327 393 406 23003 108 205 293 330 355 384 431 475 595 682 24065 142 213 345 383 413 418 459 532 570 659 730 25025 117 144 181 304 337 417 438 491 558 643 26130 159 159 258 381 412 477 525 567 617 629 686 27063 119 197 258 280 318 333 335 424 531 547 575 28139 210 329 406 408 437 502 576 589 624 817 29167 134 262 273 297 325 348 350 507 584 646 30003 36 119 129 157 316 474 494 506 539 609 31091 92 168 194 208 228 260 372 375 404 422 32072 118 279 322 369 481 513 514 620 658 662 33104 184 184 237 309 325 333 469 529 598 742 34116 144 148 302 409 400 518 572 622 646 655 35008 38 61 72 92 103 144 179 279 345 353 423 36027 226 308 341 347 370 453 482 634 652 680 37002 74 88 218 249 272 293 298 342 395 419 38114 147 179 188 218 247 258 300 318 349 485 39011 77 120 186 342 346 367 409 436 438 453 40072 93 139 157 163 258 359 364 411 424 447 41176 254 295 318 321 384 393 405 420 514 627 42015 45 70 123 188 214 249 255 262 329 352 43065 66 91 241 333 400 407 419 540 574 681 44015 72 115 146 179 181 204 258 271 347 393 45064 76 106 126 128 138 232 259 345 386 471 46008 41 148 164 196 223 297 321 360 399 491 47100 113 136 236 241 248 271 318 362 370 398 48086 116 184 189 209 224 336 409 463 556 657 49053 50 65 99 183 197 212 239 356 408 442 50072 152 166 270 353 358 405 412 448 462 507 51111 127 140 149 166 228 252 318 322 389 499 52006 17 87 183 193 209 269 289 305 311 330 53052 115 195 234 240 276 288 294 310 329 333 54007 56 95 110 116 134 152 174 210 241 344 55069 98 150 226 240 242 243 277 343 349 386 56072 77 150 154 176 235 241 255 307 317 393 57003 36 118 130 181 182 209 225 252 326 425 58029 96 141 165 209 248 289 308 399 454 455 59025 147 152 233 266 289 300 409 413 417 425 60032 112 156 211 216 233 274 280 294 399 460 61030 79 92 115 119 132 145 185 206 212 247 62004 73 82 138 167 174 211 226 230 234 287 63025 84 109 125 129 147 212 228 243 279 304 64011 84 104 165 192 226 235 253 290 300 327 67000 63 68 113 185 292 432 518 560 607 654 853 68159 202 246 340 455 537 545 578 654 740 863 909 69011 57 202 256 280 297 377 405 418 448 650 70244 285 294 305 396 478 542 547 582 593 625 71012 80 175 215 234 240 299 355 380 386 399 72015 183 218 310 371 477 488 560 621 658 706 73049 151 185 197 232 316 350 411 508 561 683 74026 43 66 166 339 390 531 570 784 906 991 75029 128 271 294 304 329 331 404 574 589 606 76002 92 103 116 149 195 220 221 239 301 344 77003 105 108 113 125 130 141 203 232 245 312 78003 8 68 107 175 217 249 256 285 369 381 79040 101 102 246 278 333 369 387 408 478 500 80069 117 159 164 190 196 220 245 307 355 381 81044 89 93 98 101 143 186 225 256 274 301 82113 115 150 162 195 228 261 268 276 298 361 83080 95 113 138 176 189 211 226 231 290 339 84038 54 60 101 151 170 179 181 223 243 251 85036 101 108 149 206 223 239 240 260 286 393 86022 40 88 150 158 188 204 216 223 236 351 87081 108 117 151 158 162 173 189 196 206 218 88021 46 54 79 96 102 138 161 199 201 238 89054 110 125 193 196 206 222 235 246 250 279 90004 59 61 114 134 155 176 207 231 247 273 91048 103 135 148 193 198 228 246 265 308 322 92040 44 76 97 125 130 171 174 208 237 256 93010 14 64 119 145 147 162 175 213 226 249 94022 34 62 82 104 115 139 156 180 204 231 95027 35 55 89 141 147 191 207 232 233 271 96047 54 62 73 86 95 144 153 185 200 201 97024 31 55 103 130 135 146 150 166 170 178 98040 52 63 103 116 122 164 174 193 194 239 99002 41 84 92 128 132 142 147 151 178 198 100023 34 42 73 76 97 98 119 133 145 152 101027 46 52 66 68 76 86 104 111 121 158 102007 36 68 109 129 140 147 158 177 188 210 103018 35 70 81 98 119 141 152 161 174 199 104017 27 40 79 83 89 99 105 112 121 142 105006 26 38 51 58 74 92 96 115 128 140 106014 16 36 49 63 68 72 80 101 114 123 107018 30 46 55 64 70 87 95 101 105 126 108012 33 44 49 58 74 84 93 102 115 123 109007 17 26 38 57 62 67 79 93 101 114 110006 14 18 31 33 41 48 59 63 76 86 111008 13 19 28 36 41 45 57 62 70 81 112009 16 24 35 41 51 58 63 67 72 78 113005 11 16 23 30 39 44 47 52 61 69 114002 10 14 18 25 33 38 43 48 55 61 115004 8 14 19 26 31 36 41 49 55 59 116003 9 12 18 22 27 32 37 41 47 52 117006 11 14 17 21 25 29 34 39 42 47 118002 7 12 15 19 23 28 32 36 40 44 119001 6 10 13 16 20 23 27 31 35 38 120004 8 11 15 18 21 24 28 31 34 37 121003 7 10 13 16 19 22 25 28 31 34 122004 68 81 148 186 343 346 397 492 621 788 123012 103 130 182 209 235 307 326 341 369 471 124047 208 258 287 306 416 509 584 699 728 776 125005 68 205 223 298 318 421 425 482 543 667 126022 32 39 69 143 210 243 305 340 399 510 127055 71 79 125 263 338 347 411 494 552 620 128001 53 67 114 191 196 217 280 328 386 402 129063 89 152 155 206 288 312 437 474 542 618 130014 28 50 54 131 139 176 190 237 290 347 131082 169 182 228 253 340 360 452 593 650 714 ΕΚΑΤΟΜΜΥΡΙΑ ΕΠΙΣΚΕΠΤΩΝ ΠΑΡΗΛΑΣΑΝ ΠΡΟ ΤΗΣ ΤΙΑΡΑΣ ΤΟΥ ΠΑΠΑ ΠΑΥΛΟΥ ΕΙΣ ΤΗΝ ΔΙΕΘΝΗ ΕΚΘΕΣΙΝ ΤΗΣ ΝΕΑΣ ΥΟΡΚΗΣ ΑΘΗΝΑΙ, 11.— Κατά πληροφορίας εκ των αρμοδίων αρχών, το ζήτημα ευρίσκεται υπό εξέτασιν. Αι σχετικαί ανακριτικαί ενέργειαι συνεχίζονται εντατικώς. ΕΦΘΑΣΕΝ ΕΙΣ ΙΣΡΑΗΛ Ο ΠΡΩΤΟΣ ΠΡΕΣΒΥΣ ΤΗΣ ΔΥΤ. ΓΕΡΜΑΝΙΑΣ ΑΘΗΝΑΙ, 11.— Κατά πληροφορίας εκ των αρμοδίων αρχών, το ζήτημα ευρίσκεται υπό εξέτασιν. Αι σχετικαί ανακριτικαί ενέργειαι συνεχίζονται εντατικώς. (570, 18, 1142, 2365)
gold-prices-list (378, 495, 569, 558)
list-item: 4067 70 109 207 308 332 465 419 497 521 522 535 542 (577, 636, 792, 646)
list-item: 37002 74 88 218 249 272 293 298 342 395 419 (577, 956, 759, 965)
gold-price-row: Αυστρίας 278.00—280.00 (378, 540, 569, 549)
list-item: 109007 17 26 38 57 62 67 79 93 101 114 (863, 995, 1024, 1004)
grid-1500-right (863, 588, 1142, 1228)
list-item: 69011 57 202 256 280 297 377 405 418 448 650 (863, 607, 1049, 617)
column-header-number: ΑΡΙΘ. (906, 167, 961, 179)
list-item: 72015 183 218 310 371 477 488 560 621 658 706 (863, 636, 1053, 646)
divider (6, 257, 361, 259)
headline-desalination: ΘΑ ΓΝΩΣΤΟΠΟΙΗΘΟΥΝ ΕΙΣ ΟΛΑΣ ΤΑΣ ΧΩΡΑΣ ΤΑ ΑΠΟΤΕΛΕΣΜΑΤΑ ΤΩΝ ΕΡΕΥΝΩΝ ΔΙΑ ΤΗΝ ΑΦΑΛΑΤΩΣΙΝ ΘΑΛΑΣΣΙΟΥ ΥΔΑΤΟΣ (1149, 1014, 1554, 1059)
list-item: 25025 117 144 181 304 337 417 438 491 558 643 (577, 840, 767, 850)
section-3000: ΚΕΡΔΗ 3.000 ΔΡΑΧΜΩΝ ΚΑΙ ΑΝΩ (577, 133, 1142, 161)
table-row: 6516 3.000 36626 5.000 60885 5.000 89158 3.000 116567 3.000 (577, 284, 1142, 294)
table-row: 4552 5.000 32384 3.000 57853 3.000 86045 3.000 115007 3.000 (577, 237, 1142, 246)
headline-quadruplets: ΕΤΕΚΕ ΠΡΟΩΡΩΣ ΤΕΤΡΑΔΥΜΑ ΑΛΛΑ ΑΠΕΘΑΝΟΝ (379, 739, 568, 765)
table-row: 19149 5.000 46350 5.000 74050 3.000 104505 20.000 123189 3.000 (577, 455, 1142, 465)
column-header-number: ΑΡΙΘ. (577, 167, 624, 179)
list-item: 46008 41 148 164 196 223 297 321 360 399 491 (577, 1042, 763, 1052)
headline-novas: Ο Κ. ΝΟΒΑΣ ΕΥΧΑΡΙΣΤΗΣΕ ΤΟΥΣ ΟΜΟΓΕΝΕΙΣ ΔΙ' ΟΣΑ ΠΡΑΤΤΟΥΝ ΥΠΕΡ ΤΗΣ ΠΑΤΡΙΔΟΣ ΤΩΝ (6, 263, 326, 316)
headline-kashmir: ΠΛΕΟΝ ΤΩΝ 84 ΠΑΚΙΣΤΑΝΩΝ, ΚΑΤΑ ΤΟ ΝΕΟΝ ΔΕΛΧΙ ΕΦΟΝΕΥΘΗΣΑΝ ΚΑΤΑ ΤΑΣ ΣΥΓΚΡΟΥΣΕΙΣ ΕΙΣ ΤΗΝ ΔΙΕΚΔΙΚΟΥΜΕΝΗΝ ΕΠΑΡΧΙΑΝ ΤΟΥ ΚΑΣΜΙΡ (1149, 295, 1539, 340)
table-row: 13206 3.000 44471 5.000 67720 5.000 97833 10.000 120467 3.000 (577, 379, 1142, 389)
headline-formosa: ΕΠΙΔΗΜΙΑ ΕΓΚΕΦΑΛΙΤΙΔΟΣ ΕΙΣ ΦΟΡΜΟΖΑΝ (7, 758, 178, 784)
table-row: 16446 3.000 45208 3.000 68942 5.000 98396 3.000 121241 3.000 (577, 397, 1142, 407)
list-item: 98040 52 63 103 116 122 164 174 193 194 239 (863, 888, 1046, 897)
list-item: 58029 96 141 165 209 248 289 308 399 454 455 (577, 1159, 763, 1169)
table-row: 3364 3.000 31466 3.000 57418 3.000 82806 3.000 114394 3.000 (577, 218, 1142, 228)
list-item: 8016 52 241 259 332 396 428 430 544 581 744 752 (577, 675, 776, 685)
headline-kurds: ΓΕΙΤΟΝΕΣ ΤΟΥ ΙΡΑΚ ΧΟΡΗΓΟΥΝ ΟΠΛΑ ΕΙΣ ΤΟΥΣ ΚΟΥΡΔΟΥΣ (6, 1135, 180, 1174)
divider (378, 1060, 569, 1061)
gold-price-row: Γαλλίας 274.00—275.00 (378, 503, 569, 512)
list-item: 104017 27 40 79 83 89 99 105 112 121 142 (863, 946, 1033, 956)
article-ny: ΑΡΧΑΙΟΝ ΛΟΥΤΡΟΝ ΕΛΛΗΝΙΚΟΥ ΣΤΥΛ ΕΥΡΕΘΗ ΕΙΣ ΚΥΠΡΟΝ ΚΑΪΡΟΝ, 11 (Ρώυτερ).— Ο κ. Αλ Ασνάγ, ηγέτης του Λαϊκού Σοσιαλιστικού Κόμματος του Άντεν, εδήλωσεν ότι η αποτυχία των συνομιλιών οφείλεται εις την αδιαλλαξίαν της Αγγλίας, η οποία δεν δέχεται να αναγνωρίση τα δικαιώματα του λαού. Αι συζητήσεις διεκόπησαν χθες, χωρίς να καταλήξουν εις συμφωνίαν επί των κυρίων σημείων. ΗΡΕΜΙΑ ΕΠΙΚΡΑΤΕΙ ΕΙΣ ΤΟ ΣΟΥΔΑΝ ΚΑΪΡΟΝ, 11 (Ρώυτερ).— Ο κ. Αλ Ασνάγ, ηγέτης του Λαϊκού Σοσιαλιστικού Κόμματος του Άντεν, εδήλωσεν ότι η αποτυχία των συνομιλιών οφείλεται εις την αδιαλλαξίαν της Αγγλίας, η οποία δεν δέχεται να αναγνωρίση τα δικαιώματα του λαού. Αι συζητήσεις διεκόπησαν χθες, χωρίς να καταλήξουν εις συμφωνίαν επί των κυρίων σημείων. ΚΑΪΡΟΝ, 11 (Ρώυτερ).— Ο κ. Αλ Ασνάγ, ηγέτης του Λαϊκού Σοσιαλιστικού Κόμματος του Άντεν, εδήλωσεν ότι η αποτυχία των συνομιλιών οφείλεται εις την αδιαλλαξίαν της Αγγλίας, η οποία δεν δέχεται να αναγνωρίση τα δικαιώματα του λαού. Αι συζητήσεις διεκόπησαν χθες, χωρίς να καταλήξουν εις συμφωνίαν επί των κυρίων σημείων. ΚΑΪΡΟΝ, 11 (Ρώυτερ).— Ο κ. Αλ Ασνάγ, ηγέτης του Λαϊκού Σοσιαλιστικού Κόμματος του Άντεν, εδήλωσεν ότι η αποτυχία των συνομιλιών οφείλεται εις την αδιαλλαξίαν της Αγγλίας, η οποία δεν δέχεται να αναγνωρίση τα δικαιώματα του λαού. Αι συζητήσεις διεκόπησαν χθες, χωρίς να καταλήξουν εις συμφωνίαν επί των κυρίων σημείων. ΚΑΪΡΟΝ, 11 (Ρώυτερ).— Ο κ. Αλ Ασνάγ, ηγέτης του Λαϊκού Σοσιαλιστικού Κόμματος του Άντεν, εδήλωσεν ότι η αποτυχία των συνομιλιών οφείλεται εις την αδιαλλαξίαν της Αγγλίας, η οποία δεν δέχεται να αναγνωρίση τα δικαιώματα του λαού. Αι συζητήσεις διεκόπησαν χθες, χωρίς να καταλήξουν εις συμφωνίαν επί των κυρίων σημείων. (1149, 538, 1558, 743)
subheadline-novas: Η ΟΜΙΛΙΑ ΤΟΥ ΚΑΤΑ ΤΟ ΕΠΙΣΗΜΟΝ ΓΕΥΜΑ (6, 318, 324, 333)
list-item: 91048 103 135 148 193 198 228 246 265 308 322 (863, 820, 1053, 830)
divider (1149, 1276, 1558, 1278)
list-item: 99002 41 84 92 128 132 142 147 151 178 198 (863, 897, 1041, 907)
headline-portugal: ΚΑΤΑΔΙΚΗ ΟΠΛΙΤΩΝ ΕΙΣ ΠΟΡΤΟΓΑΛΙΑΝ (16, 872, 170, 898)
list-item: 20018 93 179 222 238 235 305 321 479 453 593 664 (577, 791, 780, 801)
list-item: 90004 59 61 114 134 155 176 207 231 247 273 (863, 811, 1046, 820)
table-row: 25908 3.000 47604 3.000 78279 3.000 106007 3.000 126073 5.000 (577, 483, 1142, 493)
headline-aden-fire: ΠΥΡΚΑΓΙΑ ΚΑΤΕΣΤΡΕΨΕ ΣΥΝΟΙΚΙΑΝ ΤΟΥ ΑΝΤΕΝ (1173, 1174, 1325, 1200)
list-item: 7058 229 254 313 426 462 547 640 714 752 820 (577, 665, 763, 675)
list-item: 55069 98 150 226 240 242 243 277 343 349 386 (577, 1130, 763, 1140)
list-item: 48086 116 184 189 209 224 336 409 463 556 657 (577, 1062, 767, 1072)
article-germany: ΑΘΗΝΑΙ, 11.— Ως ανακοινούται υπό των αρμοδίων υπηρεσιών, εξετάζονται τα σχετικά ζητήματα μετά πάσης προσοχής. Αι αρμόδιαι αρχαί προβαίνουν εις τας αναγκαίας ενεργείας διά την αντιμετώπισιν της καταστάσεως και την ικανοποίησιν των αιτημάτων των ενδιαφερομένων. Επί του θέματος αναμένονται νεώτεραι ανακοινώσεις κατά τας προσεχείς ημέρας. ΑΘΗΝΑΙ, 11.— Ως ανακοινούται υπό των αρμοδίων υπηρεσιών, εξετάζονται τα σχετικά ζητήματα μετά πάσης προσοχής. Αι αρμόδιαι αρχαί προβαίνουν εις τας αναγκαίας ενεργείας διά την αντιμετώπισιν της καταστάσεως και την ικανοποίησιν των αιτημάτων των ενδιαφερομένων. Επί του θέματος αναμένονται νεώτεραι ανακοινώσεις κατά τας προσεχείς ημέρας. ΑΘΗΝΑΙ, 11.— Ως ανακοινούται υπό των αρμοδίων υπηρεσιών, εξετάζονται τα σχετικά ζητήματα μετά πάσης προσοχής. Αι αρμόδιαι αρχαί προβαίνουν εις τας αναγκαίας ενεργείας διά την αντιμετώπισιν της καταστάσεως και την ικανοποίησιν των αιτημάτων των ενδιαφερομένων. Επί του θέματος αναμένονται νεώτεραι ανακοινώσεις κατά τας προσεχείς ημέρας. ΑΘΗΝΑΙ, 11.— Ως ανακοινούται υπό των αρμοδίων υπηρεσιών, εξετάζονται τα σχετικά ζητήματα μετά πάσης προσοχής. Αι αρμόδιαι αρχαί προβαίνουν εις τας αναγκαίας ενεργείας διά την αντιμετώπισιν της καταστάσεως και την ικανοποίησιν των αιτημάτων των ενδιαφερομένων. Επί του θέματος αναμένονται νεώτεραι ανακοινώσεις κατά τας προσεχείς ημέρας. ΑΘΗΝΑΙ, 11.— Ως ανακοινούται υπό των αρμοδίων υπηρεσιών, εξετάζονται τα σχετικά ζητήματα μετά πάσης προσοχής. Αι αρμόδιαι αρχαί προβαίνουν εις τας αναγκαίας ενεργείας διά την αντιμετώπισιν της καταστάσεως και την ικανοποίησιν των αιτημάτων των ενδιαφερομένων. Επί του θέματος αναμένονται νεώτεραι ανακοινώσεις κατά τας προσεχείς ημέρας. ΑΘΗΝΑΙ, 11.— Ως ανακοινούται υπό των αρμοδίων υπηρεσιών, εξετάζονται τα σχετικά ζητήματα μετά πάσης προσοχής. Αι αρμόδιαι αρχαί προβαίνουν εις τας αναγκαίας ενεργείας διά την αντιμετώπισιν της καταστάσεως και την ικανοποίησιν των αιτημάτων των ενδιαφερομένων. Επί του θέματος αναμένονται νεώτεραι ανακοινώσεις κατά τας προσεχείς ημέρας. (6, 1794, 361, 2045)
article-electricians: Η ΑΜΕΡΙΚΗ ΕΝΙΣΧΥΕΙ ΤΗΝ ΑΕΡΟΠΟΡΙΑΝ ΤΟΥ ΙΣΡΑΗΛ ΑΘΗΝΑΙ, 11.— Ως ανακοινούται υπό των αρμοδίων υπηρεσιών, εξετάζονται τα σχετικά ζητήματα μετά πάσης προσοχής. Αι αρμόδιαι αρχαί προβαίνουν εις τας αναγκαίας ενεργείας διά την αντιμετώπισιν της καταστάσεως και την ικανοποίησιν των αιτημάτων των ενδιαφερομένων. Επί του θέματος αναμένονται νεώτεραι ανακοινώσεις κατά τας προσεχείς ημέρας. ΕΠΙΔΗΜΙΑ ΕΓΚΕΦΑΛΙΤΙΔΟΣ ΕΙΣ ΦΟΡΜΟΖΑΝ ΑΘΗΝΑΙ, 11.— Ως ανακοινούται υπό των αρμοδίων υπηρεσιών, εξετάζονται τα σχετικά ζητήματα μετά πάσης προσοχής. Αι αρμόδιαι αρχαί προβαίνουν εις τας αναγκαίας ενεργείας διά την αντιμετώπισιν της καταστάσεως και την ικανοποίησιν των αιτημάτων των ενδιαφερομένων. Επί του θέματος αναμένονται νεώτεραι ανακοινώσεις κατά τας προσεχείς ημέρας. ΚΑΤΑΔΙΚΗ ΟΠΛΙΤΩΝ ΕΙΣ ΠΟΡΤΟΓΑΛΙΑΝ ΑΘΗΝΑΙ, 11.— Ως ανακοινούται υπό των αρμοδίων υπηρεσιών, εξετάζονται τα σχετικά ζητήματα μετά πάσης προσοχής. Αι αρμόδιαι αρχαί προβαίνουν εις τας αναγκαίας ενεργείας διά την αντιμετώπισιν της καταστάσεως και την ικανοποίησιν των αιτημάτων των ενδιαφερομένων. Επί του θέματος αναμένονται νεώτεραι ανακοινώσεις κατά τας προσεχείς ημέρας. ΑΘΗΝΑΙ, 11.— Ως ανακοινούται υπό των αρμοδίων υπηρεσιών, εξετάζονται τα σχετικά ζητήματα μετά πάσης προσοχής. Αι αρμόδιαι αρχαί προβαίνουν εις τας αναγκαίας ενεργείας διά την αντιμετώπισιν της καταστάσεως και την ικανοποίησιν των αιτημάτων των ενδιαφερομένων. Επί του θέματος αναμένονται νεώτεραι ανακοινώσεις κατά τας προσεχείς ημέρας. ΑΘΗΝΑΙ, 11.— Ως ανακοινούται υπό των αρμοδίων υπηρεσιών, εξετάζονται τα σχετικά ζητήματα μετά πάσης προσοχής. Αι αρμόδιαι αρχαί προβαίνουν εις τας αναγκαίας ενεργείας διά την αντιμετώπισιν της καταστάσεως και την ικανοποίησιν των αιτημάτων των ενδιαφερομένων. Επί του θέματος αναμένονται νεώτεραι ανακοινώσεις κατά τας προσεχείς ημέρας. ΑΘΗΝΑΙ, 11.— Ως ανακοινούται υπό των αρμοδίων υπηρεσιών, εξετάζονται τα σχετικά ζητήματα μετά πάσης προσοχής. Αι αρμόδιαι αρχαί προβαίνουν εις τας αναγκαίας ενεργείας διά την αντιμετώπισιν της καταστάσεως και την ικανοποίησιν των αιτημάτων των ενδιαφερομένων. Επί του θέματος αναμένονται νεώτεραι ανακοινώσεις κατά τας προσεχείς ημέρας. ΑΘΗΝΑΙ, 11.— Ως ανακοινούται υπό των αρμοδίων υπηρεσιών, εξετάζονται τα σχετικά ζητήματα μετά πάσης προσοχής. Αι αρμόδιαι αρχαί προβαίνουν εις τας αναγκαίας ενεργείας διά την αντιμετώπισιν της καταστάσεως και την ικανοποίησιν των αιτημάτων των ενδιαφερομένων. Επί του θέματος αναμένονται νεώτεραι ανακοινώσεις κατά τας προσεχείς ημέρας. ΑΘΗΝΑΙ, 11.— Ως ανακοινούται υπό των αρμοδίων υπηρεσιών, εξετάζονται τα σχετικά ζητήματα μετά πάσης προσοχής. Αι αρμόδιαι αρχαί προβαίνουν εις τας αναγκαίας ενεργείας διά την αντιμετώπισιν της καταστάσεως και την ικανοποίησιν των αιτημάτων των ενδιαφερομένων. Επί του θέματος αναμένονται νεώτεραι ανακοινώσεις κατά τας προσεχείς ημέρας. (6, 641, 361, 1062)
list-item: 113005 11 16 23 30 39 44 47 52 61 69 (863, 1033, 1015, 1042)
list-item: 127055 71 79 125 263 338 347 411 494 552 620 (863, 1169, 1049, 1179)
divider (378, 1357, 569, 1358)
headline-gold-reserve: ΕΜΕΙΩΘΗ ΤΟ ΕΙΣ ΧΡΥΣΟΝ ΑΠΟΘΕΜΑ ΤΗΣ ΔΥΤ. ΓΕΡΜΑΝΙΑΣ (392, 1064, 555, 1102)
list-item: 111008 13 19 28 36 41 45 57 62 70 81 (863, 1014, 1015, 1024)
list-item: 64011 84 104 165 192 226 235 253 290 300 327 (577, 1217, 763, 1227)
list-item: 438 558 617 636 640 651 673 721 763 903 932 942 (577, 597, 776, 607)
list-item: 123012 103 130 182 209 235 307 326 341 369 471 (863, 1130, 1058, 1140)
list-item: 63025 84 109 125 129 147 212 228 243 279 304 (577, 1207, 763, 1217)
column-header-amount: ΔΡΑΧ. (734, 167, 797, 179)
list-item: 128001 53 67 114 191 196 217 280 328 386 402 (863, 1179, 1049, 1188)
list-item: 131082 169 182 228 253 340 360 452 593 650 714 (863, 1207, 1058, 1217)
headline-papal-tiara: ΕΚΑΤΟΜΜΥΡΙΑ ΕΠΙΣΚΕΠΤΩΝ ΠΑΡΗΛΑΣΑΝ ΠΡΟ ΤΗΣ ΤΙΑΡΑΣ ΤΟΥ ΠΑΠΑ ΠΑΥΛΟΥ ΕΙΣ ΤΗΝ ΔΙΕΘΝΗ ΕΚΘΕΣΙΝ ΤΗΣ ΝΕΑΣ ΥΟΡΚΗΣ (587, 1243, 846, 1303)
list-item: 81044 89 93 98 101 143 186 225 256 274 301 (863, 723, 1041, 733)
subheadline-ere: ΟΙ "ΣΚΛΗΡΟΙ" ΤΗΣ ΘΑ ΕΠΙΔΕΙΞΟΥΝ ΠΡΟΚΛΗΤΙΚΟΤΗΤΑ (6, 74, 265, 104)
list-item: 92040 44 76 97 125 130 171 174 208 237 256 (863, 830, 1041, 840)
list-item: 124047 208 258 287 306 416 509 584 699 728 776 (863, 1140, 1058, 1150)
list-item: 17036 49 137 248 305 339 445 529 581 646 663 698 (577, 762, 780, 772)
table-row: 6058 3.000 33756 50.000 60391 3.000 86198 5.000 116336 3.000 (577, 265, 1142, 275)
table-row: 3490 5.000 32118 20.000 57452 3.000 82957 3.000 114699 5.000 (577, 227, 1142, 237)
article-kashmir: ΚΑΪΡΟΝ, 11 (Ρώυτερ).— Ο κ. Αλ Ασνάγ, ηγέτης του Λαϊκού Σοσιαλιστικού Κόμματος του Άντεν, εδήλωσεν ότι η αποτυχία των συνομιλιών οφείλεται εις την αδιαλλαξίαν της Αγγλίας, η οποία δεν δέχεται να αναγνωρίση τα δικαιώματα του λαού. Αι συζητήσεις διεκόπησαν χθες, χωρίς να καταλήξουν εις συμφωνίαν επί των κυρίων σημείων. ΚΑΪΡΟΝ, 11 (Ρώυτερ).— Ο κ. Αλ Ασνάγ, ηγέτης του Λαϊκού Σοσιαλιστικού Κόμματος του Άντεν, εδήλωσεν ότι η αποτυχία των συνομιλιών οφείλεται εις την αδιαλλαξίαν της Αγγλίας, η οποία δεν δέχεται να αναγνωρίση τα δικαιώματα του λαού. Αι συζητήσεις διεκόπησαν χθες, χωρίς να καταλήξουν εις συμφωνίαν επί των κυρίων σημείων. ΚΑΪΡΟΝ, 11 (Ρώυτερ).— Ο κ. Αλ Ασνάγ, ηγέτης του Λαϊκού Σοσιαλιστικού Κόμματος του Άντεν, εδήλωσεν ότι η αποτυχία των συνομιλιών οφείλεται εις την αδιαλλαξίαν της Αγγλίας, η οποία δεν δέχεται να αναγνωρίση τα δικαιώματα του λαού. Αι συζητήσεις διεκόπησαν χθες, χωρίς να καταλήξουν εις συμφωνίαν επί των κυρίων σημείων. ΚΑΪΡΟΝ, 11 (Ρώυτερ).— Ο κ. Αλ Ασνάγ, ηγέτης του Λαϊκού Σοσιαλιστικού Κόμματος του Άντεν, εδήλωσεν ότι η αποτυχία των συνομιλιών οφείλεται εις την αδιαλλαξίαν της Αγγλίας, η οποία δεν δέχεται να αναγνωρίση τα δικαιώματα του λαού. Αι συζητήσεις διεκόπησαν χθες, χωρίς να καταλήξουν εις συμφωνίαν επί των κυρίων σημείων. (1149, 344, 1558, 474)
table-row: 15465 3.000 44982 3.000 68061 3.000 98062 3.000 121144 3.000 (577, 389, 1142, 398)
table-row: 23282 3.000 46958 3.000 75932 5.000 105331 10.000 126039 3.000 (577, 473, 1142, 483)
list-item: 36027 226 308 341 347 370 453 482 634 652 680 (577, 946, 767, 956)
headline-ny-magazine: ΠΕΡΙΟΔΙΚΟΝ ΤΗΣ ΝΕΑΣ ΥΟΡΚΗΣ ΘΕΩΡΕΙ ΓΕΛΟΙΑΣ ΤΑΣ ΔΙΚΑΙΟΛΟΓΙΑΣ ΤΩΝ ΑΜΕΡΙΚΑΝΩΝ ΔΙΑ ΤΗΝ ΗΤΤΑΝ ΤΩΝ ΥΠΟ ΤΩΝ ΡΩΣΣΩΝ ΑΘΛΗΤΩΝ (1149, 490, 1558, 534)
list-item: 115004 8 14 19 26 31 36 41 49 55 59 (863, 1052, 1011, 1062)
column-header-amount: ΔΡΑΧ. (961, 167, 1024, 179)
gold-price-row: Ιταλίας 275.00—277.00 (378, 530, 569, 540)
gold-price-row: Αγγλίας 312.75—313.75 (378, 494, 569, 504)
list-item: 117006 11 14 17 21 25 29 34 39 42 47 (863, 1072, 1015, 1081)
divider (378, 1664, 569, 1665)
list-item: 43065 66 91 241 333 400 407 419 540 574 681 (577, 1014, 759, 1024)
list-item: 84038 54 60 101 151 170 179 181 223 243 251 (863, 752, 1046, 762)
column-header-number: ΑΡΙΘ. (686, 167, 734, 179)
list-item: 22008 34 39 85 166 172 258 245 327 393 406 (577, 811, 754, 820)
table-row: 9660 3.000 38391 3.000 63637 20.000 90002 5.000 117050 3.000 (577, 313, 1142, 322)
list-item: 23003 108 205 293 330 355 384 431 475 595 682 (577, 820, 767, 830)
divider (1149, 289, 1558, 291)
headline-erhard: Ο ΔΡ ΕΡΧΑΡΤ ΚΑΤΑΓΓΕΛΛΕΙ ΤΗΝ ΑΡΙΣΤΕΡΑΝ ΩΣ ΥΠΟΝΟΜΕΥΟΥΣΑΝ ΤΗΝ ΔΥΤΙΚΗΝ ΑΜΥΝΑΝ (1149, 1283, 1505, 1313)
headline-israel-air: Η ΑΜΕΡΙΚΗ ΕΝΙΣΧΥΕΙ ΤΗΝ ΑΕΡΟΠΟΡΙΑΝ ΤΟΥ ΙΣΡΑΗΛ (9, 644, 176, 670)
list-item: 108012 33 44 49 58 74 84 93 102 115 123 (863, 985, 1028, 995)
headline-israel-ambassador: ΕΦΘΑΣΕΝ ΕΙΣ ΙΣΡΑΗΛ Ο ΠΡΩΤΟΣ ΠΡΕΣΒΥΣ ΤΗΣ ΔΥΤ. ΓΕΡΜΑΝΙΑΣ (867, 1243, 1138, 1269)
list-item: 83080 95 113 138 176 189 211 226 231 290 339 (863, 742, 1049, 752)
list-item: 103018 35 70 81 98 119 141 152 161 174 199 (863, 936, 1041, 946)
second-column: ΠΡΟΦΥΛΑΚΙΣΘΗΣΑΝ ΔΡΑΣΤΗΣ ΚΑΙ ΣΥΝΕΡΓΟΙ ΤΟΥ ΕΓΚΛΗΜΑΤΟΣ ΤΩΝ ΝΕΩΝ ΛΙΟΣΙΩΝ ΑΘΗΝΑΙ, 11.— Κατά πληροφορίας εκ των αρμοδίων αρχών, το ζήτημα ευρίσκεται υπό εξέτασιν. Αι σχετικαί ανακριτικαί ενέργειαι συνεχίζονται εντατικώς. ΑΘΗΝΑΙ, 11.— Κατά πληροφορίας εκ των αρμοδίων αρχών, το ζήτημα ευρίσκεται υπό εξέτασιν. Αι σχετικαί ανακριτικαί ενέργειαι συνεχίζονται εντατικώς. ΑΘΗΝΑΙ, 11.— Κατά πληροφορίας εκ των αρμοδίων αρχών, το ζήτημα ευρίσκεται υπό εξέτασιν. Αι σχετικαί ανακριτικαί ενέργειαι συνεχίζονται εντατικώς. ΑΘΗΝΑΙ, 11.— Κατά πληροφορίας εκ των αρμοδίων αρχών, το ζήτημα ευρίσκεται υπό εξέτασιν. Αι σχετικαί ανακριτικαί ενέργειαι συνεχίζονται εντατικώς. ΠΟΙΝΗ ΦΥΛΑΚΙΣΕΩΣ ΕΙΣ ΟΔΗΓΟΝ ΤΑΞΙ ΔΙΟΤΙ ΕΙΣΕΠΡΑΞΕΝ ΗΥΞΗΜΕΝΟΝ ΚΟΜΙΣΤΡΟΝ ΑΘΗΝΑΙ, 11.— Κατά πληροφορίας εκ των αρμοδίων αρχών, το ζήτημα ευρίσκεται υπό εξέτασιν. Αι σχετικαί ανακριτικαί ενέργειαι συνεχίζονται εντατικώς. ΑΘΗΝΑΙ, 11.— Κατά πληροφορίας εκ των αρμοδίων αρχών, το ζήτημα ευρίσκεται υπό εξέτασιν. Αι σχετικαί ανακριτικαί ενέργειαι συνεχίζονται εντατικώς. ΑΘΗΝΑΙ, 11.— Κατά πληροφορίας εκ των αρμοδίων αρχών, το ζήτημα ευρίσκεται υπό εξέτασιν. Αι σχετικαί ανακριτικαί ενέργειαι συνεχίζονται εντατικώς. 312,75 ΔΡΧ. Η ΧΡΥΣΗ ΛΙΡΑ ΕΙΣ ΤΗΝ ΘΕΣ/ΝΙΚΗΝ ΚΑΙ 313 ΔΡΧ. ΕΙΣ ΑΘΗΝΑΣ ΑΘΗΝΑΙ, 11.— Κατά πληροφορίας εκ των αρμοδίων αρχών, το ζήτημα ευρίσκεται υπό εξέτασιν. Αι σχετικαί ανακριτικαί ενέργειαι συνεχίζονται εντατικώς. Αγγλίας 312.75—313.75 Γαλλίας 274.00—275.00 Ελβετίας 273.00—275.00 Κάνσερα 273.00—274.00 Ιταλίας 275.00—277.00 Αυστρίας 278.00—280.00 Βελγίου 278.00—280.00 ΑΘΗΝΑΙ, 11.— Κατά πληροφορίας εκ των αρμοδίων αρχών, το ζήτημα ευρίσκεται υπό εξέτασιν. Αι σχετικαί ανακριτικαί ενέργειαι συνεχίζονται εντατικώς. ΖΗΤΕΙΤΑΙ Η ΕΦΑΡΜΟΓΗ ΤΟΥ ΣΥΣΤΗΜΑΤΟΣ ΟΙΚΟΓΕΝΕΙΑΚΟΥ ΕΠΙΔΟΜΑΤΟΣ ΑΘΗΝΑΙ, 11.— Κατά πληροφορίας εκ των αρμοδίων αρχών, το ζήτημα ευρίσκεται υπό εξέτασιν. Αι σχετικαί ανακριτικαί ενέργειαι συνεχίζονται εντατικώς. ΑΘΗΝΑΙ, 11.— Κατά πληροφορίας εκ των αρμοδίων αρχών, το ζήτημα ευρίσκεται υπό εξέτασιν. Αι σχετικαί ανακριτικαί ενέργειαι συνεχίζονται εντατικώς. ΕΤΕΚΕ ΠΡΟΩΡΩΣ ΤΕΤΡΑΔΥΜΑ ΑΛΛΑ ΑΠΕΘΑΝΟΝ ΑΘΗΝΑΙ, 11.— Κατά πληροφορίας εκ των αρμοδίων αρχών, το ζήτημα ευρίσκεται υπό εξέτασιν. Αι σχετικαί ανακριτικαί ενέργειαι συνεχίζονται εντατικώς. ΑΝΕΣΤΑΛΗ Η ΑΠΕΡΓΙΑ ΤΩΝ ΠΛΗΡΩΜΑΤΩΝ ΤΟΥΡΙΣΤΙΚΩΝ ΠΛΟΙΩΝ ΑΘΗΝΑΙ, 11.— Κατά πληροφορίας εκ των αρμοδίων αρχών, το ζήτημα ευρίσκεται υπό εξέτασιν. Αι σχετικαί ανακριτικαί ενέργειαι συνεχίζονται εντατικώς. ΑΘΗΝΑΙ, 11.— Κατά πληροφορίας εκ των αρμοδίων αρχών, το ζήτημα ευρίσκεται υπό εξέτασιν. Αι σχετικαί ανακριτικαί ενέργειαι συνεχίζονται εντατικώς. Η ΕΛΛΑΣ ΜΕΤΕΧΕΙ ΣΥΝΕΔΡΙΑΣΕΩΝ ΤΟΥ ΝΑΤΟ ΝΕΑΠΟΛΕΩΣ ΑΘΗΝΑΙ, 11.— Κατά πληροφορίας εκ των αρμοδίων αρχών, το ζήτημα ευρίσκεται υπό εξέτασιν. Αι σχετικαί ανακριτικαί ενέργειαι συνεχίζονται εντατικώς. ΑΘΗΝΑΙ, 11.— Κατά πληροφορίας εκ των αρμοδίων αρχών, το ζήτημα ευρίσκεται υπό εξέτασιν. Αι σχετικαί ανακριτικαί ενέργειαι συνεχίζονται εντατικώς. ΕΜΕΙΩΘΗ ΤΟ ΕΙΣ ΧΡΥΣΟΝ ΑΠΟΘΕΜΑ ΤΗΣ ΔΥΤ. ΓΕΡΜΑΝΙΑΣ ΑΘΗΝΑΙ, 11.— Κατά πληροφορίας εκ των αρμοδίων αρχών, το ζήτημα ευρίσκεται υπό εξέτασιν. Αι σχετικαί ανακριτικαί ενέργειαι συνεχίζονται εντατικώς. ΑΘΗΝΑΙ, 11.— Κατά πληροφορίας εκ των αρμοδίων αρχών, το ζήτημα ευρίσκεται υπό εξέτασιν. Αι σχετικαί ανακριτικαί ενέργειαι συνεχίζονται εντατικώς. ΠΕΝΤΕ ΧΙΟΝΟΔΡΟΜΟΙ ΕΦΟΝΕΥΘΗΣΑΝ ΥΠΟ ΧΙΟΝΟΣΤΙΒΑΔΟΣ ΑΘΗΝΑΙ, 11.— Κατά πληροφορίας εκ των αρμοδίων αρχών, το ζήτημα ευρίσκεται υπό εξέτασιν. Αι σχετικαί ανακριτικαί ενέργειαι συνεχίζονται εντατικώς. Η ΑΜΕΡΙΚΗ ΑΠΕΣΥΡΕ ΤΑ ΑΠΑΝΘΡΑΚΑ ΤΗΣ ΑΠΟ ΤΟ ΚΟΓΚΟ ΑΘΗΝΑΙ, 11.— Κατά πληροφορίας εκ των αρμοδίων αρχών, το ζήτημα ευρίσκεται υπό εξέτασιν. Αι σχετικαί ανακριτικαί ενέργειαι συνεχίζονται εντατικώς. ΟΙΚΟΓΕΝΕΙΑ ΟΛΟΚΛΗΡΟΣ ΑΠΕΘΑΝΕ ΣΥΝΕΠΕΙΑ ΠΝΙΓΜΟΝΗΣ ΑΘΗΝΑΙ, 11.— Κατά πληροφορίας εκ των αρμοδίων αρχών, το ζήτημα ευρίσκεται υπό εξέτασιν. Αι σχετικαί ανακριτικαί ενέργειαι συνεχίζονται εντατικώς. ΠΥΡΚΑΓΙΑ ΑΠΕΤΕΦΡΩΣΕ ΠΕΥΚΑ ΚΑΙ ΘΑΜΝΟΥΣ ΑΘΗΝΑΙ, 11.— Κατά πληροφορίας εκ των αρμοδίων αρχών, το ζήτημα ευρίσκεται υπό εξέτασιν. Αι σχετικαί ανακριτικαί ενέργειαι συνεχίζονται εντατικώς. ΚΛΕΠΤΟΜΑΝΗΣ ΓΥΝΗ ΣΥΝΕΛΗΦΘΗ ΕΙΣ ΛΕΣΒΟΝ ΑΘΗΝΑΙ, 11.— Κατά πληροφορίας εκ των αρμοδίων αρχών, το ζήτημα ευρίσκεται υπό εξέτασιν. Αι σχετικαί ανακριτικαί ενέργειαι συνεχίζονται εντατικώς. ΕΛΛΗΝ ΘΕΡΜΑΣΤΗΣ ΑΠΕΘΑΝΕΝ ΕΝ ΠΛΩ ΑΘΗΝΑΙ, 11.— Κατά πληροφορίας εκ των αρμοδίων αρχών, το ζήτημα ευρίσκεται υπό εξέτασιν. Αι σχετικαί ανακριτικαί ενέργειαι συνεχίζονται εντατικώς. ΕΔΗΧΘΗ ΥΠΟ ΟΦΕΩΣ ΚΑΙ ΕΚΟΙΜΑΤΟ ΑΘΗΝΑΙ, 11.— Κατά πληροφορίας εκ των αρμοδίων αρχών, το ζήτημα ευρίσκεται υπό εξέτασιν. Αι σχετικαί ανακριτικαί ενέργειαι συνεχίζονται εντατικώς. (371, 18, 569, 2365)
column-header-number: ΑΡΙΘ. (1024, 167, 1079, 179)
table-row: 5103 3.000 33309 3.000 59803 5.000 86176 3.000 116181 3.000 (577, 256, 1142, 266)
list-item: 50072 152 166 270 353 358 405 412 448 462 507 (577, 1081, 767, 1091)
table-row: 8072 5.000 38249 10.000 61941 5.000 89603 5.000 116894 5.000 (577, 303, 1142, 313)
list-item: 79040 101 102 246 278 333 369 387 408 478 500 (863, 704, 1053, 714)
headline-kleptomaniac: ΚΛΕΠΤΟΜΑΝΗΣ ΓΥΝΗ ΣΥΝΕΛΗΦΘΗ ΕΙΣ ΛΕΣΒΟΝ (393, 1520, 554, 1546)
divider (577, 1233, 1142, 1235)
table-row: 12951 10.000 41203 5.000 67333 5.000 92552 3.000 119187 3.000 (577, 359, 1142, 369)
headline-morocco: ΣΑΘΥΑΡΑΧ ΥΠΟΥΡΓΟΣ ΕΙΣ ΜΑΡΟΚΟΝ (1165, 810, 1333, 836)
list-item: 2097 134 138 210 273 291 348 616 652 638 644 646 (577, 617, 780, 626)
list-item: 130014 28 50 54 131 139 176 190 237 290 347 (863, 1197, 1046, 1207)
table-row: 17041 3.000 44957 10.000 70068 3.000 104579 3.000 121339 3.000 (577, 407, 1142, 417)
headline-peace-danger: ΤΑ ΠΙΘΑΝΑ ΑΠΟΤΕΛΟΥΝ ΜΕΓΙΣΤΟΝ ΚΙΝΔΥΝΟΝ ΔΙΑ ΤΗΝ ΕΙΡΗΝΗΝ (11, 1474, 175, 1513)
lottery-grid-1500 (577, 588, 1142, 1228)
headline-fire-pines: ΠΥΡΚΑΓΙΑ ΑΠΕΤΕΦΡΩΣΕ ΠΕΥΚΑ ΚΑΙ ΘΑΜΝΟΥΣ (397, 1447, 551, 1472)
list-item: 80069 117 159 164 190 196 220 245 307 355 381 (863, 714, 1053, 723)
list-item: 9086 119 267 280 293 384 512 559 634 663 754 960 974 (577, 685, 797, 695)
list-item: 40072 93 139 157 163 258 359 364 411 424 447 (577, 985, 763, 995)
list-item: 101027 46 52 66 68 76 86 104 111 121 158 (863, 917, 1033, 926)
list-item: 116003 9 12 18 22 27 32 37 41 47 52 (863, 1062, 1011, 1072)
divider (378, 810, 569, 811)
list-item: 125005 68 205 223 298 318 421 425 482 543 667 (863, 1150, 1053, 1159)
list-item: 114002 10 14 18 25 33 38 43 48 55 61 (863, 1042, 1015, 1052)
list-item: 86022 40 88 150 158 188 204 216 223 236 351 (863, 772, 1046, 781)
list-item: 122004 68 81 148 186 343 346 397 492 621 788 (863, 1120, 1049, 1130)
headline-cyprus-bath: ΑΡΧΑΙΟΝ ΛΟΥΤΡΟΝ ΕΛΛΗΝΙΚΟΥ ΣΤΥΛ ΕΥΡΕΘΗ ΕΙΣ ΚΥΠΡΟΝ (1153, 541, 1346, 580)
article-erhard: ΚΑΪΡΟΝ, 11 (Ρώυτερ).— Ο κ. Αλ Ασνάγ, ηγέτης του Λαϊκού Σοσιαλιστικού Κόμματος του Άντεν, εδήλωσεν ότι η αποτυχία των συνομιλιών οφείλεται εις την αδιαλλαξίαν της Αγγλίας, η οποία δεν δέχεται να αναγνωρίση τα δικαιώματα του λαού. Αι συζητήσεις διεκόπησαν χθες, χωρίς να καταλήξουν εις συμφωνίαν επί των κυρίων σημείων. ΚΑΪΡΟΝ, 11 (Ρώυτερ).— Ο κ. Αλ Ασνάγ, ηγέτης του Λαϊκού Σοσιαλιστικού Κόμματος του Άντεν, εδήλωσεν ότι η αποτυχία των συνομιλιών οφείλεται εις την αδιαλλαξίαν της Αγγλίας, η οποία δεν δέχεται να αναγνωρίση τα δικαιώματα του λαού. Αι συζητήσεις διεκόπησαν χθες, χωρίς να καταλήξουν εις συμφωνίαν επί των κυρίων σημείων. ΔΡΑΜΑΤΙΚΗ ΠΕΡΙΠΕΤΕΙΑ ΘΑΛΑΣΣΟΠΟΡΟΥ ΚΑΪΡΟΝ, 11 (Ρώυτερ).— Ο κ. Αλ Ασνάγ, ηγέτης του Λαϊκού Σοσιαλιστικού Κόμματος του Άντεν, εδήλωσεν ότι η αποτυχία των συνομιλιών οφείλεται εις την αδιαλλαξίαν της Αγγλίας, η οποία δεν δέχεται να αναγνωρίση τα δικαιώματα του λαού. Αι συζητήσεις διεκόπησαν χθες, χωρίς να καταλήξουν εις συμφωνίαν επί των κυρίων σημείων. Ο ΧΟΥΣΕΙΝ ΕΞΥΡΤΑΣΕ ΤΗΝ ΑΝΟΔΟΝ ΤΟΥ ΕΙΣ ΤΟΝ ΘΡΟΝΟΝ ΚΑΪΡΟΝ, 11 (Ρώυτερ).— Ο κ. Αλ Ασνάγ, ηγέτης του Λαϊκού Σοσιαλιστικού Κόμματος του Άντεν, εδήλωσεν ότι η αποτυχία των συνομιλιών οφείλεται εις την αδιαλλαξίαν της Αγγλίας, η οποία δεν δέχεται να αναγνωρίση τα δικαιώματα του λαού. Αι συζητήσεις διεκόπησαν χθες, χωρίς να καταλήξουν εις συμφωνίαν επί των κυρίων σημείων. (1149, 1317, 1558, 1522)
list-item: 41176 254 295 318 321 384 393 405 420 514 627 (577, 995, 767, 1004)
list-item: 52006 17 87 183 193 209 269 289 305 311 330 (577, 1101, 759, 1111)
list-item: 96047 54 62 73 86 95 144 153 185 200 201 (863, 869, 1033, 878)
list-item: 35008 38 61 72 92 103 144 179 279 345 353 423 (577, 936, 767, 946)
list-item: 18138 349 366 434 494 583 603 627 676 743 787 832 (577, 772, 784, 781)
list-item: 15046 150 347 483 600 667 821 886 933 963 972 (577, 742, 767, 752)
list-item: 24065 142 213 345 383 413 418 459 532 570 659 730 (577, 830, 784, 840)
divider (378, 1590, 569, 1591)
article-peru: ΣΑΘΥΑΡΑΧ ΥΠΟΥΡΓΟΣ ΕΙΣ ΜΑΡΟΚΟΝ ΚΑΪΡΟΝ, 11 (Ρώυτερ).— Ο κ. Αλ Ασνάγ, ηγέτης του Λαϊκού Σοσιαλιστικού Κόμματος του Άντεν, εδήλωσεν ότι η αποτυχία των συνομιλιών οφείλεται εις την αδιαλλαξίαν της Αγγλίας, η οποία δεν δέχεται να αναγνωρίση τα δικαιώματα του λαού. Αι συζητήσεις διεκόπησαν χθες, χωρίς να καταλήξουν εις συμφωνίαν επί των κυρίων σημείων. ΕΚΡΗΞΙΣ ΒΟΜΒΑΣ ΕΙΣ ΚΙΝΗΜΑΤΟΓΡΑΦΟΝ ΚΑΪΡΟΝ, 11 (Ρώυτερ).— Ο κ. Αλ Ασνάγ, ηγέτης του Λαϊκού Σοσιαλιστικού Κόμματος του Άντεν, εδήλωσεν ότι η αποτυχία των συνομιλιών οφείλεται εις την αδιαλλαξίαν της Αγγλίας, η οποία δεν δέχεται να αναγνωρίση τα δικαιώματα του λαού. Αι συζητήσεις διεκόπησαν χθες, χωρίς να καταλήξουν εις συμφωνίαν επί των κυρίων σημείων. ΚΑΪΡΟΝ, 11 (Ρώυτερ).— Ο κ. Αλ Ασνάγ, ηγέτης του Λαϊκού Σοσιαλιστικού Κόμματος του Άντεν, εδήλωσεν ότι η αποτυχία των συνομιλιών οφείλεται εις την αδιαλλαξίαν της Αγγλίας, η οποία δεν δέχεται να αναγνωρίση τα δικαιώματα του λαού. Αι συζητήσεις διεκόπησαν χθες, χωρίς να καταλήξουν εις συμφωνίαν επί των κυρίων σημείων. ΚΑΪΡΟΝ, 11 (Ρώυτερ).— Ο κ. Αλ Ασνάγ, ηγέτης του Λαϊκού Σοσιαλιστικού Κόμματος του Άντεν, εδήλωσεν ότι η αποτυχία των συνομιλιών οφείλεται εις την αδιαλλαξίαν της Αγγλίας, η οποία δεν δέχεται να αναγνωρίση τα δικαιώματα του λαού. Αι συζητήσεις διεκόπησαν χθες, χωρίς να καταλήξουν εις συμφωνίαν επί των κυρίων σημείων. (1149, 807, 1558, 1000)
list-item: 110006 14 18 31 33 41 48 59 63 76 86 (863, 1004, 1015, 1014)
article-london: ΚΑΪΡΟΝ, 11 (Ρώυτερ).— Ο κ. Αλ Ασνάγ, ηγέτης του Λαϊκού Σοσιαλιστικού Κόμματος του Άντεν, εδήλωσεν ότι η αποτυχία των συνομιλιών οφείλεται εις την αδιαλλαξίαν της Αγγλίας, η οποία δεν δέχεται να αναγνωρίση τα δικαιώματα του λαού. Αι συζητήσεις διεκόπησαν χθες, χωρίς να καταλήξουν εις συμφωνίαν επί των κυρίων σημείων. ΚΑΪΡΟΝ, 11 (Ρώυτερ).— Ο κ. Αλ Ασνάγ, ηγέτης του Λαϊκού Σοσιαλιστικού Κόμματος του Άντεν, εδήλωσεν ότι η αποτυχία των συνομιλιών οφείλεται εις την αδιαλλαξίαν της Αγγλίας, η οποία δεν δέχεται να αναγνωρίση τα δικαιώματα του λαού. Αι συζητήσεις διεκόπησαν χθες, χωρίς να καταλήξουν εις συμφωνίαν επί των κυρίων σημείων. ΚΑΪΡΟΝ, 11 (Ρώυτερ).— Ο κ. Αλ Ασνάγ, ηγέτης του Λαϊκού Σοσιαλιστικού Κόμματος του Άντεν, εδήλωσεν ότι η αποτυχία των συνομιλιών οφείλεται εις την αδιαλλαξίαν της Αγγλίας, η οποία δεν δέχεται να αναγνωρίση τα δικαιώματα του λαού. Αι συζητήσεις διεκόπησαν χθες, χωρίς να καταλήξουν εις συμφωνίαν επί των κυρίων σημείων. ΚΑΪΡΟΝ, 11 (Ρώυτερ).— Ο κ. Αλ Ασνάγ, ηγέτης του Λαϊκού Σοσιαλιστικού Κόμματος του Άντεν, εδήλωσεν ότι η αποτυχία των συνομιλιών οφείλεται εις την αδιαλλαξίαν της Αγγλίας, η οποία δεν δέχεται να αναγνωρίση τα δικαιώματα του λαού. Αι συζητήσεις διεκόπησαν χθες, χωρίς να καταλήξουν εις συμφωνίαν επί των κυρίων σημείων. ΚΑΪΡΟΝ, 11 (Ρώυτερ).— Ο κ. Αλ Ασνάγ, ηγέτης του Λαϊκού Σοσιαλιστικού Κόμματος του Άντεν, εδήλωσεν ότι η αποτυχία των συνομιλιών οφείλεται εις την αδιαλλαξίαν της Αγγλίας, η οποία δεν δέχεται να αναγνωρίση τα δικαιώματα του λαού. Αι συζητήσεις διεκόπησαν χθες, χωρίς να καταλήξουν εις συμφωνίαν επί των κυρίων σημείων. ΚΑΪΡΟΝ, 11 (Ρώυτερ).— Ο κ. Αλ Ασνάγ, ηγέτης του Λαϊκού Σοσιαλιστικού Κόμματος του Άντεν, εδήλωσεν ότι η αποτυχία των συνομιλιών οφείλεται εις την αδιαλλαξίαν της Αγγλίας, η οποία δεν δέχεται να αναγνωρίση τα δικαιώματα του λαού. Αι συζητήσεις διεκόπησαν χθες, χωρίς να καταλήξουν εις συμφωνίαν επί των κυρίων σημείων. (1149, 83, 1558, 281)
list-item: 12015 50 169 230 338 391 400 542 614 719 765 784 885 (577, 714, 797, 723)
list-item: 93010 14 64 119 145 147 162 175 213 226 249 (863, 840, 1046, 850)
list-item: 45064 76 106 126 128 138 232 259 345 386 471 (577, 1033, 763, 1042)
table-row: 1404 10.000 29393 3.000 56018 3.000 82574 5.000 113174 3.000 (577, 199, 1142, 208)
list-item: 47100 113 136 236 241 248 271 318 362 370 398 (577, 1052, 767, 1062)
list-item: 38114 147 179 188 218 247 258 300 318 349 485 (577, 965, 767, 975)
list-item: 34116 144 148 302 409 400 518 572 622 646 655 (577, 926, 767, 936)
article-tax: ΓΕΙΤΟΝΕΣ ΤΟΥ ΙΡΑΚ ΧΟΡΗΓΟΥΝ ΟΠΛΑ ΕΙΣ ΤΟΥΣ ΚΟΥΡΔΟΥΣ ΑΘΗΝΑΙ, 11.— Ως ανακοινούται υπό των αρμοδίων υπηρεσιών, εξετάζονται τα σχετικά ζητήματα μετά πάσης προσοχής. Αι αρμόδιαι αρχαί προβαίνουν εις τας αναγκαίας ενεργείας διά την αντιμετώπισιν της καταστάσεως και την ικανοποίησιν των αιτημάτων των ενδιαφερομένων. Επί του θέματος αναμένονται νεώτεραι ανακοινώσεις κατά τας προσεχείς ημέρας. ΑΘΗΝΑΙ, 11.— Ως ανακοινούται υπό των αρμοδίων υπηρεσιών, εξετάζονται τα σχετικά ζητήματα μετά πάσης προσοχής. Αι αρμόδιαι αρχαί προβαίνουν εις τας αναγκαίας ενεργείας διά την αντιμετώπισιν της καταστάσεως και την ικανοποίησιν των αιτημάτων των ενδιαφερομένων. Επί του θέματος αναμένονται νεώτεραι ανακοινώσεις κατά τας προσεχείς ημέρας. ΑΘΗΝΑΙ, 11.— Ως ανακοινούται υπό των αρμοδίων υπηρεσιών, εξετάζονται τα σχετικά ζητήματα μετά πάσης προσοχής. Αι αρμόδιαι αρχαί προβαίνουν εις τας αναγκαίας ενεργείας διά την αντιμετώπισιν της καταστάσεως και την ικανοποίησιν των αιτημάτων των ενδιαφερομένων. Επί του θέματος αναμένονται νεώτεραι ανακοινώσεις κατά τας προσεχείς ημέρας. ΑΘΗΝΑΙ, 11.— Ως ανακοινούται υπό των αρμοδίων υπηρεσιών, εξετάζονται τα σχετικά ζητήματα μετά πάσης προσοχής. Αι αρμόδιαι αρχαί προβαίνουν εις τας αναγκαίας ενεργείας διά την αντιμετώπισιν της καταστάσεως και την ικανοποίησιν των αιτημάτων των ενδιαφερομένων. Επί του θέματος αναμένονται νεώτεραι ανακοινώσεις κατά τας προσεχείς ημέρας. ΑΘΗΝΑΙ, 11.— Ως ανακοινούται υπό των αρμοδίων υπηρεσιών, εξετάζονται τα σχετικά ζητήματα μετά πάσης προσοχής. Αι αρμόδιαι αρχαί προβαίνουν εις τας αναγκαίας ενεργείας διά την αντιμετώπισιν της καταστάσεως και την ικανοποίησιν των αιτημάτων των ενδιαφερομένων. Επί του θέματος αναμένονται νεώτεραι ανακοινώσεις κατά τας προσεχείς ημέρας. (6, 1132, 361, 1384)
list-item: 19028 81 126 204 271 298 318 363 474 553 607 718 (577, 781, 780, 791)
list-item: 10004 91 134 182 198 204 269 275 284 376 418 (577, 695, 763, 704)
table-row: 27763 10.000 52460 3.000 81183 3.000 108878 3.000 130059 3.000 (577, 530, 1142, 540)
list-item: 68159 202 246 340 455 537 545 578 654 740 863 909 (863, 597, 1071, 607)
lottery-masthead: Οι κερδίζοντες αριθμοί του εθνικού λαχείου (586, 18, 1133, 106)
divider (378, 598, 569, 599)
list-item: 95027 35 55 89 141 147 191 207 232 233 271 (863, 859, 1041, 869)
list-item: 126022 32 39 69 143 210 243 305 340 399 510 (863, 1159, 1046, 1169)
list-item: 28139 210 329 406 408 437 502 576 589 624 817 (577, 869, 767, 878)
list-item: 121003 7 10 13 16 19 22 25 28 31 34 (863, 1111, 1011, 1120)
list-item: 6004 177 184 232 233 350 366 397 416 434 570 630 661 (577, 656, 797, 665)
list-item: 100023 34 42 73 76 97 98 119 133 145 152 (863, 907, 1033, 917)
divider (378, 1517, 569, 1518)
table-row: 3210 5.000 30051 3.000 57191 3.000 82659 5.000 114356 5.000 (577, 208, 1142, 218)
column-header-amount: ΔΡΑΧ. (624, 167, 687, 179)
divider (6, 2054, 361, 2056)
list-item: 88021 46 54 79 96 102 138 161 199 201 238 (863, 791, 1037, 801)
section-1500: ΚΕΡΔΗ 1500 ΔΡΑΧΜΩΝ (577, 555, 1142, 583)
headline-liosia: ΠΡΟΦΥΛΑΚΙΣΘΗΣΑΝ ΔΡΑΣΤΗΣ ΚΑΙ ΣΥΝΕΡΓΟΙ ΤΟΥ ΕΓΚΛΗΜΑΤΟΣ ΤΩΝ ΝΕΩΝ ΛΙΟΣΙΩΝ (382, 20, 565, 70)
table-row: 12663 10.000 39662 3.000 67085 5.000 92084 3.000 118339 5.000 (577, 351, 1142, 360)
